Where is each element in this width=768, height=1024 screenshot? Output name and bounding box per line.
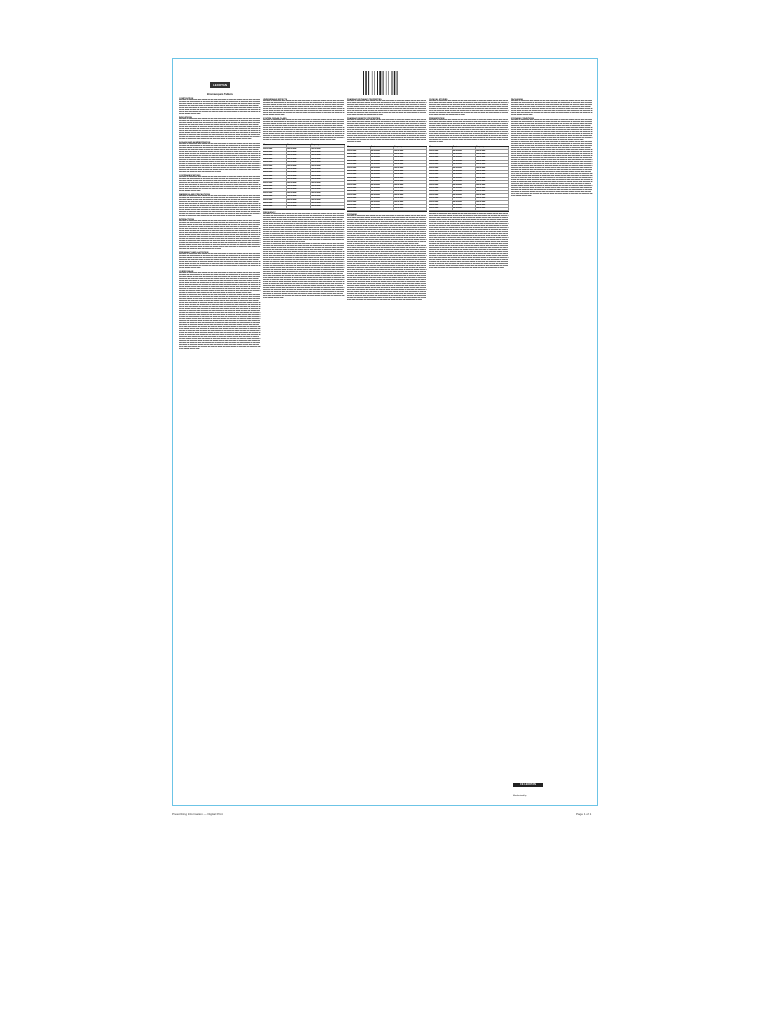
section-heading: PACKAGING [511, 99, 524, 101]
table-cell: ■■■ ■■ ■■■■ [347, 201, 371, 204]
table-cell: ■■■ ■■ ■■■■ [263, 162, 287, 165]
table-cell: ■■■ ■■ ■■■■ [371, 157, 395, 160]
table-cell: ■■■ ■■ ■■■■ [347, 205, 371, 208]
table-cell: ■■■ ■■ ■■■■ [476, 191, 509, 194]
paragraph: ■■■ ■■■■ ■■ ■■■■■ ■■■ ■■■■ ■■■■■■ ■■ ■■■ ■■■■ ■■■ ■■■■■ ■■ ■■■■ ■■■ ■■■■■■ ■■■ ■■ ■■■■ ■■■ ■■■■ ■■ ■■■■■ ■■■ ■■■■ ■■■■■■ ■■ ■■■ ■■■■ ■■■ ■■■■■ ■■ ■■■■ ■■■ ■■■■■■ ■■■ ■■ ■■■■ ■■■ ■■■■ ■■ ■■■■■ ■■■ ■■■■ ■■■■■■ ■■ ■■■ ■■■■ ■■■ ■■■■■ ■■ ■■■■ ■■■ ■■■■■■ ■■■ ■■ ■■■■ ■■■ ■■■■ ■■ ■■■■■ ■■■ ■■■■ ■■■■■■ ■■ ■■■ ■■■■ ■■■ ■■■■■ ■■ ■■■■ ■■■ ■■■■■■ ■■■ ■■ ■■■■ ■■■ ■■■■ ■■ ■■■■■ ■■■ ■■■■ ■■■■■■ ■■ ■■■ ■■■■ ■■■ ■■■■■ ■■ ■■■■ ■■■ ■■■■■■ ■■■ ■■ ■■■■ ■■■ ■■■■ ■■ ■■■■■ ■■■ ■■■■ ■■■■■■ ■■ ■■■ ■■■■ ■■■ ■■■■■ ■■ ■■■■ ■■■ ■■■■■■ ■■■ ■■ ■■■■ ■■■ ■■■■ ■■ ■■■■■ ■■■ ■■■■ ■■■■■■ ■■ ■■■ ■■■■ ■■■ ■■■■■ ■■ ■■■■ ■■■ ■■■■■■ ■■■ ■■ ■■■■ ■■■ ■■■■ ■■ ■■■■■ ■■■ ■■■■ ■■■■■■ ■■ ■■■ ■■■■ ■■■ ■■■■■ ■■ ■■■■ ■■■ ■■■■■■ ■■■ ■■ ■■■■ ■■■ ■■■■ ■■ ■■■■■ ■■■ ■■■■ ■■■■■■ ■■ ■■■ ■■■■ ■■■ ■■■■■ ■■ ■■■■ ■■■ ■■■■■■ ■■■ ■■ ■■■■ ■■■ ■■■■ ■■ ■■■■■ ■■■ ■■■■ ■■■■■■ ■■ ■■■ ■■■■ ■■■ ■■■■■ ■■ ■■■■ ■■■ ■■■■■■ ■■■ ■■ ■■■■ ■■■ ■■■■ ■■ ■■■■■ ■■■ ■■■■ ■■■■■■ ■■ ■■■ ■■■■ ■■■ ■■■■■ ■■ ■■■■ ■■■ ■■■■■■ ■■■ ■■ ■■■■ ■■■ ■■■■ ■■ ■■■■■ ■■■ ■■■■ ■■■■■■ ■■ ■■■ ■■■■ ■■■ ■■■■■ ■■ ■■■■ ■■■ ■■■■■■ ■■■ ■■ ■■■■ [347, 120, 427, 143]
section-heading: PREGNANCY AND LACTATION [179, 252, 209, 254]
table-cell: ■■■ ■■ ■■■■ [371, 164, 395, 167]
table-cell: ■■■ ■■ ■■■■ [263, 165, 287, 168]
table-cell: ■■■ ■■ ■■■■ [347, 191, 371, 194]
table-cell: ■■■ ■■ ■■■■ [476, 157, 509, 160]
table-cell: ■■■ ■■ ■■■■ [347, 194, 371, 197]
section-heading: COMPOSITION [179, 98, 194, 100]
table-cell: ■■■ ■■ ■■■■ [476, 188, 509, 191]
table-cell: ■■■ ■■ ■■■■ [476, 178, 509, 181]
table-cell: ■■■ ■■ ■■■■ [263, 169, 287, 172]
table-cell: ■■■ ■■ ■■■■ [453, 150, 477, 153]
table-cell: ■■■ ■■ ■■■■ [429, 167, 453, 170]
table-cell: ■■■ ■■ ■■■■ [394, 150, 427, 153]
table-cell: ■■■ ■■ ■■■■ [453, 178, 477, 181]
table-cell: ■■■ ■■ ■■■■ [311, 159, 345, 162]
paragraph: ■■■ ■■■■ ■■ ■■■■■ ■■■ ■■■■ ■■■■■■ ■■ ■■■ ■■■■ ■■■ ■■■■■ ■■ ■■■■ ■■■ ■■■■■■ ■■■ ■■ ■■■■ ■■■ ■■■■ ■■ ■■■■■ ■■■ ■■■■ ■■■■■■ ■■ ■■■ ■■■■ ■■■ ■■■■■ ■■ ■■■■ ■■■ ■■■■■■ ■■■ ■■ ■■■■ ■■■ ■■■■ ■■ ■■■■■ ■■■ ■■■■ ■■■■■■ ■■ ■■■ ■■■■ ■■■ ■■■■■ ■■ ■■■■ ■■■ ■■■■■■ ■■■ ■■ ■■■■ ■■■ ■■■■ ■■ ■■■■■ ■■■ ■■■■ ■■■■■■ ■■ ■■■ ■■■■ ■■■ ■■■■■ ■■ ■■■■ ■■■ ■■■■■■ ■■■ ■■ ■■■■ ■■■ ■■■■ ■■ ■■■■■ ■■■ ■■■■ ■■■■■■ ■■ ■■■ ■■■■ ■■■ ■■■■■ ■■ ■■■■ ■■■ ■■■■■■ ■■■ ■■ ■■■■ ■■■ ■■■■ ■■ ■■■■■ ■■■ ■■■■ ■■■■■■ ■■ ■■■ ■■■■ ■■■ ■■■■■ ■■ ■■■■ ■■■ ■■■■■■ ■■■ ■■ ■■■■ ■■■ ■■■■ ■■ ■■■■■ ■■■ ■■■■ ■■■■■■ ■■ ■■■ ■■■■ ■■■ ■■■■■ ■■ ■■■■ ■■■ ■■■■■■ ■■■ ■■ ■■■■ ■■■ ■■■■ ■■ ■■■■■ ■■■ ■■■■ ■■■■■■ ■■ ■■■ ■■■■ ■■■ ■■■■■ ■■ ■■■■ ■■■ ■■■■■■ ■■■ ■■ ■■■■ [429, 101, 509, 116]
table-cell: ■■■ ■■ ■■■■ [429, 178, 453, 181]
table-cell: ■■■ ■■ ■■■■ [311, 169, 345, 172]
table-cell: ■■■ ■■ ■■■■ [394, 194, 427, 197]
table-cell: ■■■ ■■ ■■■■ [429, 208, 453, 211]
table-cell: ■■■ ■■ ■■■■ [287, 189, 311, 192]
table-cell: ■■■ ■■ ■■■■ [263, 192, 287, 195]
barcode-bar [377, 71, 378, 95]
table-cell: ■■■ ■■ ■■■■ [311, 203, 345, 206]
paragraph: ■■■ ■■■■ ■■ ■■■■■ ■■■ ■■■■ ■■■■■■ ■■ ■■■ ■■■■ ■■■ ■■■■■ ■■ ■■■■ ■■■ ■■■■■■ ■■■ ■■ ■■■■ ■■■ ■■■■ ■■ ■■■■■ ■■■ ■■■■ ■■■■■■ ■■ ■■■ ■■■■ ■■■ ■■■■■ ■■ ■■■■ ■■■ ■■■■■■ ■■■ ■■ ■■■■ ■■■ ■■■■ ■■ ■■■■■ ■■■ ■■■■ ■■■■■■ ■■ ■■■ ■■■■ ■■■ ■■■■■ ■■ ■■■■ ■■■ ■■■■■■ ■■■ ■■ ■■■■ ■■■ ■■■■ ■■ ■■■■■ ■■■ ■■■■ ■■■■■■ ■■ ■■■ ■■■■ ■■■ ■■■■■ ■■ ■■■■ ■■■ ■■■■■■ ■■■ ■■ ■■■■ ■■■ ■■■■ ■■ ■■■■■ ■■■ ■■■■ ■■■■■■ ■■ ■■■ ■■■■ ■■■ ■■■■■ ■■ ■■■■ ■■■ ■■■■■■ ■■■ ■■ ■■■■ ■■■ ■■■■ ■■ ■■■■■ ■■■ ■■■■ ■■■■■■ ■■ ■■■ ■■■■ ■■■ ■■■■■ ■■ ■■■■ ■■■ ■■■■■■ ■■■ ■■ ■■■■ ■■■ ■■■■ ■■ ■■■■■ ■■■ ■■■■ ■■■■■■ ■■ ■■■ ■■■■ ■■■ ■■■■■ ■■ ■■■■ ■■■ ■■■■■■ ■■■ ■■ ■■■■ ■■■ ■■■■ ■■ ■■■■■ ■■■ ■■■■ ■■■■■■ ■■ ■■■ ■■■■ ■■■ ■■■■■ ■■ ■■■■ ■■■ ■■■■■■ ■■■ ■■ ■■■■ [179, 100, 261, 115]
table-cell: ■■■ ■■ ■■■■ [476, 181, 509, 184]
table-cell: ■■■ ■■ ■■■■ [476, 194, 509, 197]
table-cell: ■■■ ■■ ■■■■ [429, 194, 453, 197]
table-cell: ■■■ ■■ ■■■■ [311, 192, 345, 195]
section-heading: UNDESIRABLE EFFECTS [263, 99, 288, 101]
table-header: Frequency [311, 145, 345, 148]
table-cell: ■■■ ■■ ■■■■ [287, 203, 311, 206]
table-cell: ■■■ ■■ ■■■■ [287, 172, 311, 175]
paragraph: ■■■ ■■■■ ■■ ■■■■■ ■■■ ■■■■ ■■■■■■ ■■ ■■■ ■■■■ ■■■ ■■■■■ ■■ ■■■■ ■■■ ■■■■■■ ■■■ ■■ ■■■■ ■■■ ■■■■ ■■ ■■■■■ ■■■ ■■■■ ■■■■■■ ■■ ■■■ ■■■■ ■■■ ■■■■■ ■■ ■■■■ ■■■ ■■■■■■ ■■■ ■■ ■■■■ ■■■ ■■■■ ■■ ■■■■■ ■■■ ■■■■ ■■■■■■ ■■ ■■■ ■■■■ ■■■ ■■■■■ ■■ ■■■■ ■■■ ■■■■■■ ■■■ ■■ ■■■■ ■■■ ■■■■ ■■ ■■■■■ ■■■ ■■■■ ■■■■■■ ■■ ■■■ ■■■■ ■■■ ■■■■■ ■■ ■■■■ ■■■ ■■■■■■ ■■■ ■■ ■■■■ ■■■ ■■■■ ■■ ■■■■■ ■■■ ■■■■ ■■■■■■ ■■ ■■■ ■■■■ ■■■ ■■■■■ ■■ ■■■■ ■■■ ■■■■■■ ■■■ ■■ ■■■■ ■■■ ■■■■ ■■ ■■■■■ ■■■ ■■■■ ■■■■■■ ■■ ■■■ ■■■■ ■■■ ■■■■■ ■■ ■■■■ ■■■ ■■■■■■ ■■■ ■■ ■■■■ ■■■ ■■■■ ■■ ■■■■■ ■■■ ■■■■ ■■■■■■ ■■ ■■■ ■■■■ ■■■ ■■■■■ ■■ ■■■■ ■■■ ■■■■■■ ■■■ ■■ ■■■■ ■■■ ■■■■ ■■ ■■■■■ ■■■ ■■■■ ■■■■■■ ■■ ■■■ ■■■■ ■■■ ■■■■■ ■■ ■■■■ ■■■ ■■■■■■ ■■■ ■■ ■■■■ ■■■ ■■■■ ■■ ■■■■■ ■■■ ■■■■ ■■■■■■ ■■ ■■■ ■■■■ ■■■ ■■■■■ ■■ ■■■■ ■■■ ■■■■■■ ■■■ ■■ ■■■■ ■■■ ■■■■ ■■ ■■■■■ ■■■ ■■■■ ■■■■■■ ■■ ■■■ ■■■■ ■■■ ■■■■■ ■■ ■■■■ ■■■ ■■■■■■ ■■■ ■■ ■■■■ ■■■ ■■■■ ■■ ■■■■■ ■■■ ■■■■ ■■■■■■ ■■ ■■■ ■■■■ ■■■ ■■■■■ ■■ ■■■■ ■■■ ■■■■■■ ■■■ ■■ ■■■■ ■■■ ■■■■ ■■ ■■■■■ ■■■ ■■■■ ■■■■■■ ■■ ■■■ ■■■■ ■■■ ■■■■■ ■■ ■■■■ ■■■ ■■■■■■ ■■■ ■■ ■■■■ ■■■ ■■■■ ■■ ■■■■■ ■■■ ■■■■ ■■■■■■ ■■ ■■■ ■■■■ ■■■ ■■■■■ ■■ ■■■■ ■■■ ■■■■■■ ■■■ ■■ ■■■■ ■■■ ■■■■ ■■ ■■■■■ ■■■ ■■■■ ■■■■■■ ■■ ■■■ ■■■■ ■■■ ■■■■■ ■■ ■■■■ ■■■ ■■■■■■ ■■■ ■■ ■■■■ ■■■ ■■■■ ■■ ■■■■■ ■■■ ■■■■ ■■■■■■ ■■ ■■■ ■■■■ ■■■ ■■■■■ ■■ ■■■■ ■■■ ■■■■■■ ■■■ ■■ ■■■■ ■■■ ■■■■ ■■ ■■■■■ ■■■ ■■■■ ■■■■■■ ■■ ■■■ ■■■■ ■■■ ■■■■■ ■■ ■■■■ ■■■ ■■■■■■ ■■■ ■■ ■■■■ [347, 216, 427, 246]
table-cell: ■■■ ■■ ■■■■ [476, 174, 509, 177]
paragraph: ■■■ ■■■■ ■■ ■■■■■ ■■■ ■■■■ ■■■■■■ ■■ ■■■ ■■■■ ■■■ ■■■■■ ■■ ■■■■ ■■■ ■■■■■■ ■■■ ■■ ■■■■ ■■■ ■■■■ ■■ ■■■■■ ■■■ ■■■■ ■■■■■■ ■■ ■■■ ■■■■ ■■■ ■■■■■ ■■ ■■■■ ■■■ ■■■■■■ ■■■ ■■ ■■■■ ■■■ ■■■■ ■■ ■■■■■ ■■■ ■■■■ ■■■■■■ ■■ ■■■ ■■■■ ■■■ ■■■■■ ■■ ■■■■ ■■■ ■■■■■■ ■■■ ■■ ■■■■ ■■■ ■■■■ ■■ ■■■■■ ■■■ ■■■■ ■■■■■■ ■■ ■■■ ■■■■ ■■■ ■■■■■ ■■ ■■■■ ■■■ ■■■■■■ ■■■ ■■ ■■■■ ■■■ ■■■■ ■■ ■■■■■ ■■■ ■■■■ ■■■■■■ ■■ ■■■ ■■■■ ■■■ ■■■■■ ■■ ■■■■ ■■■ ■■■■■■ ■■■ ■■ ■■■■ ■■■ ■■■■ ■■ ■■■■■ ■■■ ■■■■ ■■■■■■ ■■ ■■■ ■■■■ ■■■ ■■■■■ ■■ ■■■■ ■■■ ■■■■■■ ■■■ ■■ ■■■■ ■■■ ■■■■ ■■ ■■■■■ ■■■ ■■■■ ■■■■■■ ■■ ■■■ ■■■■ ■■■ ■■■■■ ■■ ■■■■ ■■■ ■■■■■■ ■■■ ■■ ■■■■ ■■■ ■■■■ ■■ ■■■■■ ■■■ ■■■■ ■■■■■■ ■■ ■■■ ■■■■ ■■■ ■■■■■ ■■ ■■■■ ■■■ ■■■■■■ ■■■ ■■ ■■■■ ■■■ ■■■■ ■■ ■■■■■ ■■■ ■■■■ ■■■■■■ ■■ ■■■ ■■■■ ■■■ ■■■■■ ■■ ■■■■ ■■■ ■■■■■■ ■■■ ■■ ■■■■ ■■■ ■■■■ ■■ ■■■■■ ■■■ ■■■■ ■■■■■■ ■■ ■■■ ■■■■ ■■■ ■■■■■ ■■ ■■■■ ■■■ ■■■■■■ ■■■ ■■ ■■■■ ■■■ ■■■■ ■■ ■■■■■ ■■■ ■■■■ ■■■■■■ ■■ ■■■ ■■■■ ■■■ ■■■■■ ■■ ■■■■ ■■■ ■■■■■■ ■■■ ■■ ■■■■ ■■■ ■■■■ ■■ ■■■■■ ■■■ ■■■■ ■■■■■■ ■■ ■■■ ■■■■ ■■■ ■■■■■ ■■ ■■■■ ■■■ ■■■■■■ ■■■ ■■ ■■■■ ■■■ ■■■■ ■■ ■■■■■ ■■■ ■■■■ ■■■■■■ ■■ ■■■ ■■■■ ■■■ ■■■■■ ■■ ■■■■ ■■■ ■■■■■■ ■■■ ■■ ■■■■ ■■■ ■■■■ ■■ ■■■■■ ■■■ ■■■■ ■■■■■■ ■■ ■■■ ■■■■ ■■■ ■■■■■ ■■ ■■■■ ■■■ ■■■■■■ ■■■ ■■ ■■■■ ■■■ ■■■■ ■■ ■■■■■ ■■■ ■■■■ ■■■■■■ ■■ ■■■ ■■■■ ■■■ ■■■■■ ■■ ■■■■ ■■■ ■■■■■■ ■■■ ■■ ■■■■ ■■■ ■■■■ ■■ ■■■■■ ■■■ ■■■■ ■■■■■■ ■■ ■■■ ■■■■ ■■■ ■■■■■ ■■ ■■■■ ■■■ ■■■■■■ ■■■ ■■ ■■■■ [179, 221, 261, 250]
paragraph: ■■■ ■■■■ ■■ ■■■■■ ■■■ ■■■■ ■■■■■■ ■■ ■■■ ■■■■ ■■■ ■■■■■ ■■ ■■■■ ■■■ ■■■■■■ ■■■ ■■ ■■■■ ■■■ ■■■■ ■■ ■■■■■ ■■■ ■■■■ ■■■■■■ ■■ ■■■ ■■■■ ■■■ ■■■■■ ■■ ■■■■ ■■■ ■■■■■■ ■■■ ■■ ■■■■ ■■■ ■■■■ ■■ ■■■■■ ■■■ ■■■■ ■■■■■■ ■■ ■■■ ■■■■ ■■■ ■■■■■ ■■ ■■■■ ■■■ ■■■■■■ ■■■ ■■ ■■■■ ■■■ ■■■■ ■■ ■■■■■ ■■■ ■■■■ ■■■■■■ ■■ ■■■ ■■■■ ■■■ ■■■■■ ■■ ■■■■ ■■■ ■■■■■■ ■■■ ■■ ■■■■ ■■■ ■■■■ ■■ ■■■■■ ■■■ ■■■■ ■■■■■■ ■■ ■■■ ■■■■ ■■■ ■■■■■ ■■ ■■■■ ■■■ ■■■■■■ ■■■ ■■ ■■■■ ■■■ ■■■■ ■■ ■■■■■ ■■■ ■■■■ ■■■■■■ ■■ ■■■ ■■■■ ■■■ ■■■■■ ■■ ■■■■ ■■■ ■■■■■■ ■■■ ■■ ■■■■ ■■■ ■■■■ ■■ ■■■■■ ■■■ ■■■■ ■■■■■■ ■■ ■■■ ■■■■ ■■■ ■■■■■ ■■ ■■■■ ■■■ ■■■■■■ ■■■ ■■ ■■■■ ■■■ ■■■■ ■■ ■■■■■ ■■■ ■■■■ ■■■■■■ ■■ ■■■ ■■■■ ■■■ ■■■■■ ■■ ■■■■ ■■■ ■■■■■■ ■■■ ■■ ■■■■ ■■■ ■■■■ ■■ ■■■■■ ■■■ ■■■■ ■■■■■■ ■■ ■■■ ■■■■ ■■■ ■■■■■ ■■ ■■■■ ■■■ ■■■■■■ ■■■ ■■ ■■■■ ■■■ ■■■■ ■■ ■■■■■ ■■■ ■■■■ ■■■■■■ ■■ ■■■ ■■■■ ■■■ ■■■■■ ■■ ■■■■ ■■■ ■■■■■■ ■■■ ■■ ■■■■ ■■■ ■■■■ ■■ ■■■■■ ■■■ ■■■■ ■■■■■■ ■■ ■■■ ■■■■ ■■■ ■■■■■ ■■ ■■■■ ■■■ ■■■■■■ ■■■ ■■ ■■■■ ■■■ ■■■■ ■■ ■■■■■ ■■■ ■■■■ ■■■■■■ ■■ ■■■ ■■■■ ■■■ ■■■■■ ■■ ■■■■ ■■■ ■■■■■■ ■■■ ■■ ■■■■ [179, 119, 261, 140]
table-cell: ■■■ ■■ ■■■■ [263, 199, 287, 202]
table-cell: ■■■ ■■ ■■■■ [263, 182, 287, 185]
column-2 [263, 59, 345, 805]
table-cell: ■■■ ■■ ■■■■ [476, 167, 509, 170]
section-heading: PHARMACODYNAMIC PROPERTIES [347, 99, 382, 101]
table-header: Class [263, 145, 287, 148]
table-cell: ■■■ ■■ ■■■■ [429, 205, 453, 208]
table-cell: ■■■ ■■ ■■■■ [476, 154, 509, 157]
table-cell: ■■■ ■■ ■■■■ [371, 150, 395, 153]
paragraph: ■■■ ■■■■ ■■ ■■■■■ ■■■ ■■■■ ■■■■■■ ■■ ■■■ ■■■■ ■■■ ■■■■■ ■■ ■■■■ ■■■ ■■■■■■ ■■■ ■■ ■■■■ ■■■ ■■■■ ■■ ■■■■■ ■■■ ■■■■ ■■■■■■ ■■ ■■■ ■■■■ ■■■ ■■■■■ ■■ ■■■■ ■■■ ■■■■■■ ■■■ ■■ ■■■■ ■■■ ■■■■ ■■ ■■■■■ ■■■ ■■■■ ■■■■■■ ■■ ■■■ ■■■■ ■■■ ■■■■■ ■■ ■■■■ ■■■ ■■■■■■ ■■■ ■■ ■■■■ ■■■ ■■■■ ■■ ■■■■■ ■■■ ■■■■ ■■■■■■ ■■ ■■■ ■■■■ ■■■ ■■■■■ ■■ ■■■■ ■■■ ■■■■■■ ■■■ ■■ ■■■■ ■■■ ■■■■ ■■ ■■■■■ ■■■ ■■■■ ■■■■■■ ■■ ■■■ ■■■■ ■■■ ■■■■■ ■■ ■■■■ ■■■ ■■■■■■ ■■■ ■■ ■■■■ ■■■ ■■■■ ■■ ■■■■■ ■■■ ■■■■ ■■■■■■ ■■ ■■■ ■■■■ ■■■ ■■■■■ ■■ ■■■■ ■■■ ■■■■■■ ■■■ ■■ ■■■■ ■■■ ■■■■ ■■ ■■■■■ ■■■ ■■■■ ■■■■■■ ■■ ■■■ ■■■■ ■■■ ■■■■■ ■■ ■■■■ ■■■ ■■■■■■ ■■■ ■■ ■■■■ ■■■ ■■■■ ■■ ■■■■■ ■■■ ■■■■ ■■■■■■ ■■ ■■■ ■■■■ ■■■ ■■■■■ ■■ ■■■■ ■■■ ■■■■■■ ■■■ ■■ ■■■■ ■■■ ■■■■ ■■ ■■■■■ ■■■ ■■■■ ■■■■■■ ■■ ■■■ ■■■■ ■■■ ■■■■■ ■■ ■■■■ ■■■ ■■■■■■ ■■■ ■■ ■■■■ ■■■ ■■■■ ■■ ■■■■■ ■■■ ■■■■ ■■■■■■ ■■ ■■■ ■■■■ ■■■ ■■■■■ ■■ ■■■■ ■■■ ■■■■■■ ■■■ ■■ ■■■■ ■■■ ■■■■ ■■ ■■■■■ ■■■ ■■■■ ■■■■■■ ■■ ■■■ ■■■■ ■■■ ■■■■■ ■■ ■■■■ ■■■ ■■■■■■ ■■■ ■■ ■■■■ ■■■ ■■■■ ■■ ■■■■■ ■■■ ■■■■ ■■■■■■ ■■ ■■■ ■■■■ ■■■ ■■■■■ ■■ ■■■■ ■■■ ■■■■■■ ■■■ ■■ ■■■■ ■■■ ■■■■ ■■ ■■■■■ ■■■ ■■■■ ■■■■■■ ■■ ■■■ ■■■■ ■■■ ■■■■■ ■■ ■■■■ ■■■ ■■■■■■ ■■■ ■■ ■■■■ ■■■ ■■■■ ■■ ■■■■■ ■■■ ■■■■ ■■■■■■ ■■ ■■■ ■■■■ ■■■ ■■■■■ ■■ ■■■■ ■■■ ■■■■■■ ■■■ ■■ ■■■■ ■■■ ■■■■ ■■ ■■■■■ ■■■ ■■■■ ■■■■■■ ■■ ■■■ ■■■■ ■■■ ■■■■■ ■■ ■■■■ ■■■ ■■■■■■ ■■■ ■■ ■■■■ ■■■ ■■■■ ■■ ■■■■■ ■■■ ■■■■ ■■■■■■ ■■ ■■■ ■■■■ ■■■ ■■■■■ ■■ ■■■■ ■■■ ■■■■■■ ■■■ ■■ ■■■■ ■■■ ■■■■ ■■ ■■■■■ ■■■ ■■■■ ■■■■■■ ■■ ■■■ ■■■■ ■■■ ■■■■■ ■■ ■■■■ ■■■ ■■■■■■ ■■■ ■■ ■■■■ ■■■ ■■■■ ■■ ■■■■■ ■■■ ■■■■ ■■■■■■ ■■ ■■■ ■■■■ ■■■ ■■■■■ ■■ ■■■■ ■■■ ■■■■■■ ■■■ ■■ ■■■■ ■■■ ■■■■ ■■ ■■■■■ ■■■ ■■■■ ■■■■■■ ■■ ■■■ ■■■■ ■■■ ■■■■■ ■■ ■■■■ ■■■ ■■■■■■ ■■■ ■■ ■■■■ ■■■ ■■■■ ■■ ■■■■■ ■■■ ■■■■ ■■■■■■ ■■ ■■■ ■■■■ ■■■ ■■■■■ ■■ ■■■■ ■■■ ■■■■■■ ■■■ ■■ ■■■■ ■■■ ■■■■ ■■ ■■■■■ ■■■ ■■■■ ■■■■■■ ■■ ■■■ ■■■■ ■■■ ■■■■■ ■■ ■■■■ ■■■ ■■■■■■ ■■■ ■■ ■■■■ ■■■ ■■■■ ■■ ■■■■■ ■■■ ■■■■ ■■■■■■ ■■ ■■■ ■■■■ ■■■ ■■■■■ ■■ ■■■■ ■■■ ■■■■■■ ■■■ ■■ ■■■■ ■■■ ■■■■ ■■ ■■■■■ ■■■ ■■■■ ■■■■■■ ■■ ■■■ ■■■■ ■■■ ■■■■■ ■■ ■■■■ ■■■ ■■■■■■ ■■■ ■■ ■■■■ ■■■ ■■■■ ■■ ■■■■■ ■■■ ■■■■ ■■■■■■ ■■ ■■■ ■■■■ ■■■ ■■■■■ ■■ ■■■■ ■■■ ■■■■■■ ■■■ ■■ ■■■■ ■■■ ■■■■ ■■ ■■■■■ ■■■ ■■■■ ■■■■■■ ■■ ■■■ ■■■■ ■■■ ■■■■■ ■■ ■■■■ ■■■ ■■■■■■ ■■■ ■■ ■■■■ ■■■ ■■■■ ■■ ■■■■■ ■■■ ■■■■ ■■■■■■ ■■ ■■■ ■■■■ ■■■ ■■■■■ ■■ ■■■■ ■■■ ■■■■■■ ■■■ ■■ ■■■■ ■■■ ■■■■ ■■ ■■■■■ ■■■ ■■■■ ■■■■■■ ■■ ■■■ ■■■■ ■■■ ■■■■■ ■■ ■■■■ ■■■ ■■■■■■ ■■■ ■■ ■■■■ ■■■ ■■■■ ■■ ■■■■■ ■■■ ■■■■ ■■■■■■ ■■ ■■■ ■■■■ ■■■ ■■■■■ ■■ ■■■■ ■■■ ■■■■■■ ■■■ ■■ ■■■■ ■■■ ■■■■ ■■ ■■■■■ ■■■ ■■■■ ■■■■■■ ■■ ■■■ ■■■■ ■■■ ■■■■■ ■■ ■■■■ ■■■ ■■■■■■ ■■■ ■■ ■■■■ ■■■ ■■■■ ■■ ■■■■■ ■■■ ■■■■ ■■■■■■ ■■ ■■■ ■■■■ ■■■ ■■■■■ ■■ ■■■■ ■■■ ■■■■■■ ■■■ ■■ ■■■■ [179, 295, 261, 350]
section-heading: WARNINGS AND PRECAUTIONS [179, 194, 210, 196]
barcode-bar [374, 71, 375, 95]
table-cell: ■■■ ■■ ■■■■ [394, 154, 427, 157]
data-table [347, 146, 427, 212]
paragraph: ■■■ ■■■■ ■■ ■■■■■ ■■■ ■■■■ ■■■■■■ ■■ ■■■ ■■■■ ■■■ ■■■■■ ■■ ■■■■ ■■■ ■■■■■■ ■■■ ■■ ■■■■ ■■■ ■■■■ ■■ ■■■■■ ■■■ ■■■■ ■■■■■■ ■■ ■■■ ■■■■ ■■■ ■■■■■ ■■ ■■■■ ■■■ ■■■■■■ ■■■ ■■ ■■■■ ■■■ ■■■■ ■■ ■■■■■ ■■■ ■■■■ ■■■■■■ ■■ ■■■ ■■■■ ■■■ ■■■■■ ■■ ■■■■ ■■■ ■■■■■■ ■■■ ■■ ■■■■ ■■■ ■■■■ ■■ ■■■■■ ■■■ ■■■■ ■■■■■■ ■■ ■■■ ■■■■ ■■■ ■■■■■ ■■ ■■■■ ■■■ ■■■■■■ ■■■ ■■ ■■■■ ■■■ ■■■■ ■■ ■■■■■ ■■■ ■■■■ ■■■■■■ ■■ ■■■ ■■■■ ■■■ ■■■■■ ■■ ■■■■ ■■■ ■■■■■■ ■■■ ■■ ■■■■ ■■■ ■■■■ ■■ ■■■■■ ■■■ ■■■■ ■■■■■■ ■■ ■■■ ■■■■ ■■■ ■■■■■ ■■ ■■■■ ■■■ ■■■■■■ ■■■ ■■ ■■■■ ■■■ ■■■■ ■■ ■■■■■ ■■■ ■■■■ ■■■■■■ ■■ ■■■ ■■■■ ■■■ ■■■■■ ■■ ■■■■ ■■■ ■■■■■■ ■■■ ■■ ■■■■ ■■■ ■■■■ ■■ ■■■■■ ■■■ ■■■■ ■■■■■■ ■■ ■■■ ■■■■ ■■■ ■■■■■ ■■ ■■■■ ■■■ ■■■■■■ ■■■ ■■ ■■■■ ■■■ ■■■■ ■■ ■■■■■ ■■■ ■■■■ ■■■■■■ ■■ ■■■ ■■■■ ■■■ ■■■■■ ■■ ■■■■ ■■■ ■■■■■■ ■■■ ■■ ■■■■ ■■■ ■■■■ ■■ ■■■■■ ■■■ ■■■■ ■■■■■■ ■■ ■■■ ■■■■ ■■■ ■■■■■ ■■ ■■■■ ■■■ ■■■■■■ ■■■ ■■ ■■■■ ■■■ ■■■■ ■■ ■■■■■ ■■■ ■■■■ ■■■■■■ ■■ ■■■ ■■■■ ■■■ ■■■■■ ■■ ■■■■ ■■■ ■■■■■■ ■■■ ■■ ■■■■ ■■■ ■■■■ ■■ ■■■■■ ■■■ ■■■■ ■■■■■■ ■■ ■■■ ■■■■ ■■■ ■■■■■ ■■ ■■■■ ■■■ ■■■■■■ ■■■ ■■ ■■■■ [429, 120, 509, 143]
column-2-text [263, 99, 345, 300]
table-cell: ■■■ ■■ ■■■■ [371, 171, 395, 174]
section-heading: FREQUENCY [263, 212, 276, 215]
table-cell: ■■■ ■■ ■■■■ [311, 199, 345, 202]
table-cell: ■■■ ■■ ■■■■ [429, 191, 453, 194]
table-cell: ■■■ ■■ ■■■■ [429, 150, 453, 153]
paragraph: ■■■ ■■■■ ■■ ■■■■■ ■■■ ■■■■ ■■■■■■ ■■ ■■■ ■■■■ ■■■ ■■■■■ ■■ ■■■■ ■■■ ■■■■■■ ■■■ ■■ ■■■■ ■■■ ■■■■ ■■ ■■■■■ ■■■ ■■■■ ■■■■■■ ■■ ■■■ ■■■■ ■■■ ■■■■■ ■■ ■■■■ ■■■ ■■■■■■ ■■■ ■■ ■■■■ ■■■ ■■■■ ■■ ■■■■■ ■■■ ■■■■ ■■■■■■ ■■ ■■■ ■■■■ ■■■ ■■■■■ ■■ ■■■■ ■■■ ■■■■■■ ■■■ ■■ ■■■■ ■■■ ■■■■ ■■ ■■■■■ ■■■ ■■■■ ■■■■■■ ■■ ■■■ ■■■■ ■■■ ■■■■■ ■■ ■■■■ ■■■ ■■■■■■ ■■■ ■■ ■■■■ ■■■ ■■■■ ■■ ■■■■■ ■■■ ■■■■ ■■■■■■ ■■ ■■■ ■■■■ ■■■ ■■■■■ ■■ ■■■■ ■■■ ■■■■■■ ■■■ ■■ ■■■■ ■■■ ■■■■ ■■ ■■■■■ ■■■ ■■■■ ■■■■■■ ■■ ■■■ ■■■■ ■■■ ■■■■■ ■■ ■■■■ ■■■ ■■■■■■ ■■■ ■■ ■■■■ ■■■ ■■■■ ■■ ■■■■■ ■■■ ■■■■ ■■■■■■ ■■ ■■■ ■■■■ ■■■ ■■■■■ ■■ ■■■■ ■■■ ■■■■■■ ■■■ ■■ ■■■■ ■■■ ■■■■ ■■ ■■■■■ ■■■ ■■■■ ■■■■■■ ■■ ■■■ ■■■■ ■■■ ■■■■■ ■■ ■■■■ ■■■ ■■■■■■ ■■■ ■■ ■■■■ [179, 254, 261, 269]
barcode-bar [383, 71, 384, 95]
table-cell: ■■■ ■■ ■■■■ [476, 161, 509, 164]
table-cell: ■■■ ■■ ■■■■ [453, 181, 477, 184]
barcode-bar [392, 71, 393, 95]
table-cell: ■■■ ■■ ■■■■ [476, 184, 509, 187]
table-cell: ■■■ ■■ ■■■■ [311, 189, 345, 192]
paragraph: ■■■ ■■■■ ■■ ■■■■■ ■■■ ■■■■ ■■■■■■ ■■ ■■■ ■■■■ ■■■ ■■■■■ ■■ ■■■■ ■■■ ■■■■■■ ■■■ ■■ ■■■■ ■■■ ■■■■ ■■ ■■■■■ ■■■ ■■■■ ■■■■■■ ■■ ■■■ ■■■■ ■■■ ■■■■■ ■■ ■■■■ ■■■ ■■■■■■ ■■■ ■■ ■■■■ ■■■ ■■■■ ■■ ■■■■■ ■■■ ■■■■ ■■■■■■ ■■ ■■■ ■■■■ ■■■ ■■■■■ ■■ ■■■■ ■■■ ■■■■■■ ■■■ ■■ ■■■■ ■■■ ■■■■ ■■ ■■■■■ ■■■ ■■■■ ■■■■■■ ■■ ■■■ ■■■■ ■■■ ■■■■■ ■■ ■■■■ ■■■ ■■■■■■ ■■■ ■■ ■■■■ ■■■ ■■■■ ■■ ■■■■■ ■■■ ■■■■ ■■■■■■ ■■ ■■■ ■■■■ ■■■ ■■■■■ ■■ ■■■■ ■■■ ■■■■■■ ■■■ ■■ ■■■■ ■■■ ■■■■ ■■ ■■■■■ ■■■ ■■■■ ■■■■■■ ■■ ■■■ ■■■■ ■■■ ■■■■■ ■■ ■■■■ ■■■ ■■■■■■ ■■■ ■■ ■■■■ ■■■ ■■■■ ■■ ■■■■■ ■■■ ■■■■ ■■■■■■ ■■ ■■■ ■■■■ ■■■ ■■■■■ ■■ ■■■■ ■■■ ■■■■■■ ■■■ ■■ ■■■■ ■■■ ■■■■ ■■ ■■■■■ ■■■ ■■■■ ■■■■■■ ■■ ■■■ ■■■■ ■■■ ■■■■■ ■■ ■■■■ ■■■ ■■■■■■ ■■■ ■■ ■■■■ ■■■ ■■■■ ■■ ■■■■■ ■■■ ■■■■ ■■■■■■ ■■ ■■■ ■■■■ ■■■ ■■■■■ ■■ ■■■■ ■■■ ■■■■■■ ■■■ ■■ ■■■■ ■■■ ■■■■ ■■ ■■■■■ ■■■ ■■■■ ■■■■■■ ■■ ■■■ ■■■■ ■■■ ■■■■■ ■■ ■■■■ ■■■ ■■■■■■ ■■■ ■■ ■■■■ ■■■ ■■■■ ■■ ■■■■■ ■■■ ■■■■ ■■■■■■ ■■ ■■■ ■■■■ ■■■ ■■■■■ ■■ ■■■■ ■■■ ■■■■■■ ■■■ ■■ ■■■■ ■■■ ■■■■ ■■ ■■■■■ ■■■ ■■■■ ■■■■■■ ■■ ■■■ ■■■■ ■■■ ■■■■■ ■■ ■■■■ ■■■ ■■■■■■ ■■■ ■■ ■■■■ ■■■ ■■■■ ■■ ■■■■■ ■■■ ■■■■ ■■■■■■ ■■ ■■■ ■■■■ ■■■ ■■■■■ ■■ ■■■■ ■■■ ■■■■■■ ■■■ ■■ ■■■■ ■■■ ■■■■ ■■ ■■■■■ ■■■ ■■■■ ■■■■■■ ■■ ■■■ ■■■■ ■■■ ■■■■■ ■■ ■■■■ ■■■ ■■■■■■ ■■■ ■■ ■■■■ ■■■ ■■■■ ■■ ■■■■■ ■■■ ■■■■ ■■■■■■ ■■ ■■■ ■■■■ ■■■ ■■■■■ ■■ ■■■■ ■■■ ■■■■■■ ■■■ ■■ ■■■■ ■■■ ■■■■ ■■ ■■■■■ ■■■ ■■■■ ■■■■■■ ■■ ■■■ ■■■■ ■■■ ■■■■■ ■■ ■■■■ ■■■ ■■■■■■ ■■■ ■■ ■■■■ [263, 214, 345, 244]
paragraph: ■■■ ■■■■ ■■ ■■■■■ ■■■ ■■■■ ■■■■■■ ■■ ■■■ ■■■■ ■■■ ■■■■■ ■■ ■■■■ ■■■ ■■■■■■ ■■■ ■■ ■■■■ ■■■ ■■■■ ■■ ■■■■■ ■■■ ■■■■ ■■■■■■ ■■ ■■■ ■■■■ ■■■ ■■■■■ ■■ ■■■■ ■■■ ■■■■■■ ■■■ ■■ ■■■■ ■■■ ■■■■ ■■ ■■■■■ ■■■ ■■■■ ■■■■■■ ■■ ■■■ ■■■■ ■■■ ■■■■■ ■■ ■■■■ ■■■ ■■■■■■ ■■■ ■■ ■■■■ ■■■ ■■■■ ■■ ■■■■■ ■■■ ■■■■ ■■■■■■ ■■ ■■■ ■■■■ ■■■ ■■■■■ ■■ ■■■■ ■■■ ■■■■■■ ■■■ ■■ ■■■■ ■■■ ■■■■ ■■ ■■■■■ ■■■ ■■■■ ■■■■■■ ■■ ■■■ ■■■■ ■■■ ■■■■■ ■■ ■■■■ ■■■ ■■■■■■ ■■■ ■■ ■■■■ ■■■ ■■■■ ■■ ■■■■■ ■■■ ■■■■ ■■■■■■ ■■ ■■■ ■■■■ ■■■ ■■■■■ ■■ ■■■■ ■■■ ■■■■■■ ■■■ ■■ ■■■■ ■■■ ■■■■ ■■ ■■■■■ ■■■ ■■■■ ■■■■■■ ■■ ■■■ ■■■■ ■■■ ■■■■■ ■■ ■■■■ ■■■ ■■■■■■ ■■■ ■■ ■■■■ ■■■ ■■■■ ■■ ■■■■■ ■■■ ■■■■ ■■■■■■ ■■ ■■■ ■■■■ ■■■ ■■■■■ ■■ ■■■■ ■■■ ■■■■■■ ■■■ ■■ ■■■■ [263, 101, 345, 116]
table-cell: ■■■ ■■ ■■■■ [263, 148, 287, 151]
table-cell: ■■■ ■■ ■■■■ [429, 184, 453, 187]
table-cell: ■■■ ■■ ■■■■ [347, 154, 371, 157]
section-heading: PHARMACOKINETIC PROPERTIES [347, 118, 381, 120]
footer-left: Prescribing Information — Digital Print [172, 812, 223, 816]
table-cell: ■■■ ■■ ■■■■ [394, 208, 427, 211]
table-cell: ■■■ ■■ ■■■■ [371, 208, 395, 211]
table-cell: ■■■ ■■ ■■■■ [371, 198, 395, 201]
table-cell: ■■■ ■■ ■■■■ [371, 167, 395, 170]
table-cell: ■■■ ■■ ■■■■ [371, 184, 395, 187]
table-cell: ■■■ ■■ ■■■■ [347, 188, 371, 191]
table-cell: ■■■ ■■ ■■■■ [347, 178, 371, 181]
table-header: Event [453, 147, 477, 150]
table-cell: ■■■ ■■ ■■■■ [394, 184, 427, 187]
section-heading: CONTRAINDICATIONS [179, 175, 201, 177]
company-logo: CE LEXOTAN [513, 783, 543, 787]
table-cell: ■■■ ■■ ■■■■ [287, 206, 311, 209]
paragraph: ■■■ ■■■■ ■■ ■■■■■ ■■■ ■■■■ ■■■■■■ ■■ ■■■ ■■■■ ■■■ ■■■■■ ■■ ■■■■ ■■■ ■■■■■■ ■■■ ■■ ■■■■ ■■■ ■■■■ ■■ ■■■■■ ■■■ ■■■■ ■■■■■■ ■■ ■■■ ■■■■ ■■■ ■■■■■ ■■ ■■■■ ■■■ ■■■■■■ ■■■ ■■ ■■■■ ■■■ ■■■■ ■■ ■■■■■ ■■■ ■■■■ ■■■■■■ ■■ ■■■ ■■■■ ■■■ ■■■■■ ■■ ■■■■ ■■■ ■■■■■■ ■■■ ■■ ■■■■ ■■■ ■■■■ ■■ ■■■■■ ■■■ ■■■■ ■■■■■■ ■■ ■■■ ■■■■ ■■■ ■■■■■ ■■ ■■■■ ■■■ ■■■■■■ ■■■ ■■ ■■■■ ■■■ ■■■■ ■■ ■■■■■ ■■■ ■■■■ ■■■■■■ ■■ ■■■ ■■■■ ■■■ ■■■■■ ■■ ■■■■ ■■■ ■■■■■■ ■■■ ■■ ■■■■ ■■■ ■■■■ ■■ ■■■■■ ■■■ ■■■■ ■■■■■■ ■■ ■■■ ■■■■ ■■■ ■■■■■ ■■ ■■■■ ■■■ ■■■■■■ ■■■ ■■ ■■■■ ■■■ ■■■■ ■■ ■■■■■ ■■■ ■■■■ ■■■■■■ ■■ ■■■ ■■■■ ■■■ ■■■■■ ■■ ■■■■ ■■■ ■■■■■■ ■■■ ■■ ■■■■ ■■■ ■■■■ ■■ ■■■■■ ■■■ ■■■■ ■■■■■■ ■■ ■■■ ■■■■ ■■■ ■■■■■ ■■ ■■■■ ■■■ ■■■■■■ ■■■ ■■ ■■■■ [511, 101, 593, 116]
table-cell: ■■■ ■■ ■■■■ [453, 171, 477, 174]
table-cell: ■■■ ■■ ■■■■ [429, 188, 453, 191]
table-cell: ■■■ ■■ ■■■■ [311, 152, 345, 155]
table-cell: ■■■ ■■ ■■■■ [476, 171, 509, 174]
table-cell: ■■■ ■■ ■■■■ [394, 191, 427, 194]
paragraph: ■■■ ■■■■ ■■ ■■■■■ ■■■ ■■■■ ■■■■■■ ■■ ■■■ ■■■■ ■■■ ■■■■■ ■■ ■■■■ ■■■ ■■■■■■ ■■■ ■■ ■■■■ ■■■ ■■■■ ■■ ■■■■■ ■■■ ■■■■ ■■■■■■ ■■ ■■■ ■■■■ ■■■ ■■■■■ ■■ ■■■■ ■■■ ■■■■■■ ■■■ ■■ ■■■■ ■■■ ■■■■ ■■ ■■■■■ ■■■ ■■■■ ■■■■■■ ■■ ■■■ ■■■■ ■■■ ■■■■■ ■■ ■■■■ ■■■ ■■■■■■ ■■■ ■■ ■■■■ ■■■ ■■■■ ■■ ■■■■■ ■■■ ■■■■ ■■■■■■ ■■ ■■■ ■■■■ ■■■ ■■■■■ ■■ ■■■■ ■■■ ■■■■■■ ■■■ ■■ ■■■■ ■■■ ■■■■ ■■ ■■■■■ ■■■ ■■■■ ■■■■■■ ■■ ■■■ ■■■■ ■■■ ■■■■■ ■■ ■■■■ ■■■ ■■■■■■ ■■■ ■■ ■■■■ ■■■ ■■■■ ■■ ■■■■■ ■■■ ■■■■ ■■■■■■ ■■ ■■■ ■■■■ ■■■ ■■■■■ ■■ ■■■■ ■■■ ■■■■■■ ■■■ ■■ ■■■■ ■■■ ■■■■ ■■ ■■■■■ ■■■ ■■■■ ■■■■■■ ■■ ■■■ ■■■■ ■■■ ■■■■■ ■■ ■■■■ ■■■ ■■■■■■ ■■■ ■■ ■■■■ ■■■ ■■■■ ■■ ■■■■■ ■■■ ■■■■ ■■■■■■ ■■ ■■■ ■■■■ ■■■ ■■■■■ ■■ ■■■■ ■■■ ■■■■■■ ■■■ ■■ ■■■■ [347, 101, 427, 116]
table-cell: ■■■ ■■ ■■■■ [311, 172, 345, 175]
barcode-bar [397, 71, 398, 95]
table-cell: ■■■ ■■ ■■■■ [476, 164, 509, 167]
section-heading: OVERDOSAGE [179, 271, 194, 273]
table-cell: ■■■ ■■ ■■■■ [371, 205, 395, 208]
column-3 [347, 59, 427, 805]
table-header: Frequency [394, 147, 427, 150]
table-cell: ■■■ ■■ ■■■■ [263, 203, 287, 206]
table-cell: ■■■ ■■ ■■■■ [429, 181, 453, 184]
paragraph: ■■■ ■■■■ ■■ ■■■■■ ■■■ ■■■■ ■■■■■■ ■■ ■■■ ■■■■ ■■■ ■■■■■ ■■ ■■■■ ■■■ ■■■■■■ ■■■ ■■ ■■■■ ■■■ ■■■■ ■■ ■■■■■ ■■■ ■■■■ ■■■■■■ ■■ ■■■ ■■■■ ■■■ ■■■■■ ■■ ■■■■ ■■■ ■■■■■■ ■■■ ■■ ■■■■ ■■■ ■■■■ ■■ ■■■■■ ■■■ ■■■■ ■■■■■■ ■■ ■■■ ■■■■ ■■■ ■■■■■ ■■ ■■■■ ■■■ ■■■■■■ ■■■ ■■ ■■■■ ■■■ ■■■■ ■■ ■■■■■ ■■■ ■■■■ ■■■■■■ ■■ ■■■ ■■■■ ■■■ ■■■■■ ■■ ■■■■ ■■■ ■■■■■■ ■■■ ■■ ■■■■ ■■■ ■■■■ ■■ ■■■■■ ■■■ ■■■■ ■■■■■■ ■■ ■■■ ■■■■ ■■■ ■■■■■ ■■ ■■■■ ■■■ ■■■■■■ ■■■ ■■ ■■■■ ■■■ ■■■■ ■■ ■■■■■ ■■■ ■■■■ ■■■■■■ ■■ ■■■ ■■■■ ■■■ ■■■■■ ■■ ■■■■ ■■■ ■■■■■■ ■■■ ■■ ■■■■ ■■■ ■■■■ ■■ ■■■■■ ■■■ ■■■■ ■■■■■■ ■■ ■■■ ■■■■ ■■■ ■■■■■ ■■ ■■■■ ■■■ ■■■■■■ ■■■ ■■ ■■■■ ■■■ ■■■■ ■■ ■■■■■ ■■■ ■■■■ ■■■■■■ ■■ ■■■ ■■■■ ■■■ ■■■■■ ■■ ■■■■ ■■■ ■■■■■■ ■■■ ■■ ■■■■ ■■■ ■■■■ ■■ ■■■■■ ■■■ ■■■■ ■■■■■■ ■■ ■■■ ■■■■ ■■■ ■■■■■ ■■ ■■■■ ■■■ ■■■■■■ ■■■ ■■ ■■■■ ■■■ ■■■■ ■■ ■■■■■ ■■■ ■■■■ ■■■■■■ ■■ ■■■ ■■■■ ■■■ ■■■■■ ■■ ■■■■ ■■■ ■■■■■■ ■■■ ■■ ■■■■ ■■■ ■■■■ ■■ ■■■■■ ■■■ ■■■■ ■■■■■■ ■■ ■■■ ■■■■ ■■■ ■■■■■ ■■ ■■■■ ■■■ ■■■■■■ ■■■ ■■ ■■■■ ■■■ ■■■■ ■■ ■■■■■ ■■■ ■■■■ ■■■■■■ ■■ ■■■ ■■■■ ■■■ ■■■■■ ■■ ■■■■ ■■■ ■■■■■■ ■■■ ■■ ■■■■ ■■■ ■■■■ ■■ ■■■■■ ■■■ ■■■■ ■■■■■■ ■■ ■■■ ■■■■ ■■■ ■■■■■ ■■ ■■■■ ■■■ ■■■■■■ ■■■ ■■ ■■■■ ■■■ ■■■■ ■■ ■■■■■ ■■■ ■■■■ ■■■■■■ ■■ ■■■ ■■■■ ■■■ ■■■■■ ■■ ■■■■ ■■■ ■■■■■■ ■■■ ■■ ■■■■ ■■■ ■■■■ ■■ ■■■■■ ■■■ ■■■■ ■■■■■■ ■■ ■■■ ■■■■ ■■■ ■■■■■ ■■ ■■■■ ■■■ ■■■■■■ ■■■ ■■ ■■■■ ■■■ ■■■■ ■■ ■■■■■ ■■■ ■■■■ ■■■■■■ ■■ ■■■ ■■■■ ■■■ ■■■■■ ■■ ■■■■ ■■■ ■■■■■■ ■■■ ■■ ■■■■ ■■■ ■■■■ ■■ ■■■■■ ■■■ ■■■■ ■■■■■■ ■■ ■■■ ■■■■ ■■■ ■■■■■ ■■ ■■■■ ■■■ ■■■■■■ ■■■ ■■ ■■■■ ■■■ ■■■■ ■■ ■■■■■ ■■■ ■■■■ ■■■■■■ ■■ ■■■ ■■■■ ■■■ ■■■■■ ■■ ■■■■ ■■■ ■■■■■■ ■■■ ■■ ■■■■ ■■■ ■■■■ ■■ ■■■■■ ■■■ ■■■■ ■■■■■■ ■■ ■■■ ■■■■ ■■■ ■■■■■ ■■ ■■■■ ■■■ ■■■■■■ ■■■ ■■ ■■■■ ■■■ ■■■■ ■■ ■■■■■ ■■■ ■■■■ ■■■■■■ ■■ ■■■ ■■■■ ■■■ ■■■■■ ■■ ■■■■ ■■■ ■■■■■■ ■■■ ■■ ■■■■ ■■■ ■■■■ ■■ ■■■■■ ■■■ ■■■■ ■■■■■■ ■■ ■■■ ■■■■ ■■■ ■■■■■ ■■ ■■■■ ■■■ ■■■■■■ ■■■ ■■ ■■■■ ■■■ ■■■■ ■■ ■■■■■ ■■■ ■■■■ ■■■■■■ ■■ ■■■ ■■■■ ■■■ ■■■■■ ■■ ■■■■ ■■■ ■■■■■■ ■■■ ■■ ■■■■ ■■■ ■■■■ ■■ ■■■■■ ■■■ ■■■■ ■■■■■■ ■■ ■■■ ■■■■ ■■■ ■■■■■ ■■ ■■■■ ■■■ ■■■■■■ ■■■ ■■ ■■■■ ■■■ ■■■■ ■■ ■■■■■ ■■■ ■■■■ ■■■■■■ ■■ ■■■ ■■■■ ■■■ ■■■■■ ■■ ■■■■ ■■■ ■■■■■■ ■■■ ■■ ■■■■ ■■■ ■■■■ ■■ ■■■■■ ■■■ ■■■■ ■■■■■■ ■■ ■■■ ■■■■ ■■■ ■■■■■ ■■ ■■■■ ■■■ ■■■■■■ ■■■ ■■ ■■■■ ■■■ ■■■■ ■■ ■■■■■ ■■■ ■■■■ ■■■■■■ ■■ ■■■ ■■■■ ■■■ ■■■■■ ■■ ■■■■ ■■■ ■■■■■■ ■■■ ■■ ■■■■ ■■■ ■■■■ ■■ ■■■■■ ■■■ ■■■■ ■■■■■■ ■■ ■■■ ■■■■ ■■■ ■■■■■ ■■ ■■■■ ■■■ ■■■■■■ ■■■ ■■ ■■■■ ■■■ ■■■■ ■■ ■■■■■ ■■■ ■■■■ ■■■■■■ ■■ ■■■ ■■■■ ■■■ ■■■■■ ■■ ■■■■ ■■■ ■■■■■■ ■■■ ■■ ■■■■ ■■■ ■■■■ ■■ ■■■■■ ■■■ ■■■■ ■■■■■■ ■■ ■■■ ■■■■ ■■■ ■■■■■ ■■ ■■■■ ■■■ ■■■■■■ ■■■ ■■ ■■■■ ■■■ ■■■■ ■■ ■■■■■ ■■■ ■■■■ ■■■■■■ ■■ ■■■ ■■■■ ■■■ ■■■■■ ■■ ■■■■ ■■■ ■■■■■■ ■■■ ■■ ■■■■ [263, 244, 345, 300]
table-cell: ■■■ ■■ ■■■■ [263, 196, 287, 199]
barcode-bar [365, 71, 367, 95]
table-cell: ■■■ ■■ ■■■■ [429, 161, 453, 164]
table-cell: ■■■ ■■ ■■■■ [429, 164, 453, 167]
section-heading: INDICATIONS [179, 117, 192, 119]
barcode-bar [388, 71, 389, 95]
table-cell: ■■■ ■■ ■■■■ [371, 178, 395, 181]
table-cell: ■■■ ■■ ■■■■ [394, 171, 427, 174]
table-cell: ■■■ ■■ ■■■■ [263, 186, 287, 189]
table-cell: ■■■ ■■ ■■■■ [394, 164, 427, 167]
column-5 [511, 59, 593, 805]
table-cell: ■■■ ■■ ■■■■ [287, 176, 311, 179]
barcode-bar [372, 71, 373, 95]
table-cell: ■■■ ■■ ■■■■ [263, 189, 287, 192]
table-cell: ■■■ ■■ ■■■■ [263, 172, 287, 175]
table-cell: ■■■ ■■ ■■■■ [429, 201, 453, 204]
paragraph: ■■■ ■■■■ ■■ ■■■■■ ■■■ ■■■■ ■■■■■■ ■■ ■■■ ■■■■ ■■■ ■■■■■ ■■ ■■■■ ■■■ ■■■■■■ ■■■ ■■ ■■■■ ■■■ ■■■■ ■■ ■■■■■ ■■■ ■■■■ ■■■■■■ ■■ ■■■ ■■■■ ■■■ ■■■■■ ■■ ■■■■ ■■■ ■■■■■■ ■■■ ■■ ■■■■ ■■■ ■■■■ ■■ ■■■■■ ■■■ ■■■■ ■■■■■■ ■■ ■■■ ■■■■ ■■■ ■■■■■ ■■ ■■■■ ■■■ ■■■■■■ ■■■ ■■ ■■■■ ■■■ ■■■■ ■■ ■■■■■ ■■■ ■■■■ ■■■■■■ ■■ ■■■ ■■■■ ■■■ ■■■■■ ■■ ■■■■ ■■■ ■■■■■■ ■■■ ■■ ■■■■ ■■■ ■■■■ ■■ ■■■■■ ■■■ ■■■■ ■■■■■■ ■■ ■■■ ■■■■ ■■■ ■■■■■ ■■ ■■■■ ■■■ ■■■■■■ ■■■ ■■ ■■■■ ■■■ ■■■■ ■■ ■■■■■ ■■■ ■■■■ ■■■■■■ ■■ ■■■ ■■■■ ■■■ ■■■■■ ■■ ■■■■ ■■■ ■■■■■■ ■■■ ■■ ■■■■ ■■■ ■■■■ ■■ ■■■■■ ■■■ ■■■■ ■■■■■■ ■■ ■■■ ■■■■ ■■■ ■■■■■ ■■ ■■■■ ■■■ ■■■■■■ ■■■ ■■ ■■■■ ■■■ ■■■■ ■■ ■■■■■ ■■■ ■■■■ ■■■■■■ ■■ ■■■ ■■■■ ■■■ ■■■■■ ■■ ■■■■ ■■■ ■■■■■■ ■■■ ■■ ■■■■ ■■■ ■■■■ ■■ ■■■■■ ■■■ ■■■■ ■■■■■■ ■■ ■■■ ■■■■ ■■■ ■■■■■ ■■ ■■■■ ■■■ ■■■■■■ ■■■ ■■ ■■■■ ■■■ ■■■■ ■■ ■■■■■ ■■■ ■■■■ ■■■■■■ ■■ ■■■ ■■■■ ■■■ ■■■■■ ■■ ■■■■ ■■■ ■■■■■■ ■■■ ■■ ■■■■ ■■■ ■■■■ ■■ ■■■■■ ■■■ ■■■■ ■■■■■■ ■■ ■■■ ■■■■ ■■■ ■■■■■ ■■ ■■■■ ■■■ ■■■■■■ ■■■ ■■ ■■■■ ■■■ ■■■■ ■■ ■■■■■ ■■■ ■■■■ ■■■■■■ ■■ ■■■ ■■■■ ■■■ ■■■■■ ■■ ■■■■ ■■■ ■■■■■■ ■■■ ■■ ■■■■ ■■■ ■■■■ ■■ ■■■■■ ■■■ ■■■■ ■■■■■■ ■■ ■■■ ■■■■ ■■■ ■■■■■ ■■ ■■■■ ■■■ ■■■■■■ ■■■ ■■ ■■■■ ■■■ ■■■■ ■■ ■■■■■ ■■■ ■■■■ ■■■■■■ ■■ ■■■ ■■■■ ■■■ ■■■■■ ■■ ■■■■ ■■■ ■■■■■■ ■■■ ■■ ■■■■ ■■■ ■■■■ ■■ ■■■■■ ■■■ ■■■■ ■■■■■■ ■■ ■■■ ■■■■ ■■■ ■■■■■ ■■ ■■■■ ■■■ ■■■■■■ ■■■ ■■ ■■■■ ■■■ ■■■■ ■■ ■■■■■ ■■■ ■■■■ ■■■■■■ ■■ ■■■ ■■■■ ■■■ ■■■■■ ■■ ■■■■ ■■■ ■■■■■■ ■■■ ■■ ■■■■ [179, 144, 261, 173]
table-cell: ■■■ ■■ ■■■■ [263, 206, 287, 209]
data-table [263, 144, 345, 210]
table-cell: ■■■ ■■ ■■■■ [453, 208, 477, 211]
paragraph: ■■■ ■■■■ ■■ ■■■■■ ■■■ ■■■■ ■■■■■■ ■■ ■■■ ■■■■ ■■■ ■■■■■ ■■ ■■■■ ■■■ ■■■■■■ ■■■ ■■ ■■■■ ■■■ ■■■■ ■■ ■■■■■ ■■■ ■■■■ ■■■■■■ ■■ ■■■ ■■■■ ■■■ ■■■■■ ■■ ■■■■ ■■■ ■■■■■■ ■■■ ■■ ■■■■ ■■■ ■■■■ ■■ ■■■■■ ■■■ ■■■■ ■■■■■■ ■■ ■■■ ■■■■ ■■■ ■■■■■ ■■ ■■■■ ■■■ ■■■■■■ ■■■ ■■ ■■■■ ■■■ ■■■■ ■■ ■■■■■ ■■■ ■■■■ ■■■■■■ ■■ ■■■ ■■■■ ■■■ ■■■■■ ■■ ■■■■ ■■■ ■■■■■■ ■■■ ■■ ■■■■ ■■■ ■■■■ ■■ ■■■■■ ■■■ ■■■■ ■■■■■■ ■■ ■■■ ■■■■ ■■■ ■■■■■ ■■ ■■■■ ■■■ ■■■■■■ ■■■ ■■ ■■■■ ■■■ ■■■■ ■■ ■■■■■ ■■■ ■■■■ ■■■■■■ ■■ ■■■ ■■■■ ■■■ ■■■■■ ■■ ■■■■ ■■■ ■■■■■■ ■■■ ■■ ■■■■ ■■■ ■■■■ ■■ ■■■■■ ■■■ ■■■■ ■■■■■■ ■■ ■■■ ■■■■ ■■■ ■■■■■ ■■ ■■■■ ■■■ ■■■■■■ ■■■ ■■ ■■■■ ■■■ ■■■■ ■■ ■■■■■ ■■■ ■■■■ ■■■■■■ ■■ ■■■ ■■■■ ■■■ ■■■■■ ■■ ■■■■ ■■■ ■■■■■■ ■■■ ■■ ■■■■ ■■■ ■■■■ ■■ ■■■■■ ■■■ ■■■■ ■■■■■■ ■■ ■■■ ■■■■ ■■■ ■■■■■ ■■ ■■■■ ■■■ ■■■■■■ ■■■ ■■ ■■■■ ■■■ ■■■■ ■■ ■■■■■ ■■■ ■■■■ ■■■■■■ ■■ ■■■ ■■■■ ■■■ ■■■■■ ■■ ■■■■ ■■■ ■■■■■■ ■■■ ■■ ■■■■ ■■■ ■■■■ ■■ ■■■■■ ■■■ ■■■■ ■■■■■■ ■■ ■■■ ■■■■ ■■■ ■■■■■ ■■ ■■■■ ■■■ ■■■■■■ ■■■ ■■ ■■■■ ■■■ ■■■■ ■■ ■■■■■ ■■■ ■■■■ ■■■■■■ ■■ ■■■ ■■■■ ■■■ ■■■■■ ■■ ■■■■ ■■■ ■■■■■■ ■■■ ■■ ■■■■ [179, 196, 261, 217]
table-cell: ■■■ ■■ ■■■■ [347, 184, 371, 187]
table-cell: ■■■ ■■ ■■■■ [347, 208, 371, 211]
table-cell: ■■■ ■■ ■■■■ [453, 188, 477, 191]
table-cell: ■■■ ■■ ■■■■ [394, 161, 427, 164]
barcode-bar [368, 71, 369, 95]
table-cell: ■■■ ■■ ■■■■ [453, 161, 477, 164]
barcode-bar [386, 71, 387, 95]
paragraph: ■■■ ■■■■ ■■ ■■■■■ ■■■ ■■■■ ■■■■■■ ■■ ■■■ ■■■■ ■■■ ■■■■■ ■■ ■■■■ ■■■ ■■■■■■ ■■■ ■■ ■■■■ ■■■ ■■■■ ■■ ■■■■■ ■■■ ■■■■ ■■■■■■ ■■ ■■■ ■■■■ ■■■ ■■■■■ ■■ ■■■■ ■■■ ■■■■■■ ■■■ ■■ ■■■■ ■■■ ■■■■ ■■ ■■■■■ ■■■ ■■■■ ■■■■■■ ■■ ■■■ ■■■■ ■■■ ■■■■■ ■■ ■■■■ ■■■ ■■■■■■ ■■■ ■■ ■■■■ ■■■ ■■■■ ■■ ■■■■■ ■■■ ■■■■ ■■■■■■ ■■ ■■■ ■■■■ ■■■ ■■■■■ ■■ ■■■■ ■■■ ■■■■■■ ■■■ ■■ ■■■■ ■■■ ■■■■ ■■ ■■■■■ ■■■ ■■■■ ■■■■■■ ■■ ■■■ ■■■■ ■■■ ■■■■■ ■■ ■■■■ ■■■ ■■■■■■ ■■■ ■■ ■■■■ ■■■ ■■■■ ■■ ■■■■■ ■■■ ■■■■ ■■■■■■ ■■ ■■■ ■■■■ ■■■ ■■■■■ ■■ ■■■■ ■■■ ■■■■■■ ■■■ ■■ ■■■■ ■■■ ■■■■ ■■ ■■■■■ ■■■ ■■■■ ■■■■■■ ■■ ■■■ ■■■■ ■■■ ■■■■■ ■■ ■■■■ ■■■ ■■■■■■ ■■■ ■■ ■■■■ ■■■ ■■■■ ■■ ■■■■■ ■■■ ■■■■ ■■■■■■ ■■ ■■■ ■■■■ ■■■ ■■■■■ ■■ ■■■■ ■■■ ■■■■■■ ■■■ ■■ ■■■■ ■■■ ■■■■ ■■ ■■■■■ ■■■ ■■■■ ■■■■■■ ■■ ■■■ ■■■■ ■■■ ■■■■■ ■■ ■■■■ ■■■ ■■■■■■ ■■■ ■■ ■■■■ ■■■ ■■■■ ■■ ■■■■■ ■■■ ■■■■ ■■■■■■ ■■ ■■■ ■■■■ ■■■ ■■■■■ ■■ ■■■■ ■■■ ■■■■■■ ■■■ ■■ ■■■■ ■■■ ■■■■ ■■ ■■■■■ ■■■ ■■■■ ■■■■■■ ■■ ■■■ ■■■■ ■■■ ■■■■■ ■■ ■■■■ ■■■ ■■■■■■ ■■■ ■■ ■■■■ ■■■ ■■■■ ■■ ■■■■■ ■■■ ■■■■ ■■■■■■ ■■ ■■■ ■■■■ ■■■ ■■■■■ ■■ ■■■■ ■■■ ■■■■■■ ■■■ ■■ ■■■■ [263, 120, 345, 141]
table-cell: ■■■ ■■ ■■■■ [311, 186, 345, 189]
table-cell: ■■■ ■■ ■■■■ [453, 194, 477, 197]
table-cell: ■■■ ■■ ■■■■ [429, 154, 453, 157]
table-cell: ■■■ ■■ ■■■■ [371, 194, 395, 197]
table-cell: ■■■ ■■ ■■■■ [347, 181, 371, 184]
table-cell: ■■■ ■■ ■■■■ [429, 157, 453, 160]
table-cell: ■■■ ■■ ■■■■ [311, 162, 345, 165]
footer-right: Page 1 of 1 [576, 812, 592, 816]
table-cell: ■■■ ■■ ■■■■ [287, 152, 311, 155]
table-cell: ■■■ ■■ ■■■■ [394, 178, 427, 181]
table-cell: ■■■ ■■ ■■■■ [453, 164, 477, 167]
data-table [429, 146, 509, 212]
table-cell: ■■■ ■■ ■■■■ [347, 157, 371, 160]
table-cell: ■■■ ■■ ■■■■ [476, 201, 509, 204]
table-cell: ■■■ ■■ ■■■■ [311, 165, 345, 168]
table-cell: ■■■ ■■ ■■■■ [311, 196, 345, 199]
paragraph: ■■■ ■■■■ ■■ ■■■■■ ■■■ ■■■■ ■■■■■■ ■■ ■■■ ■■■■ ■■■ ■■■■■ ■■ ■■■■ ■■■ ■■■■■■ ■■■ ■■ ■■■■ ■■■ ■■■■ ■■ ■■■■■ ■■■ ■■■■ ■■■■■■ ■■ ■■■ ■■■■ ■■■ ■■■■■ ■■ ■■■■ ■■■ ■■■■■■ ■■■ ■■ ■■■■ ■■■ ■■■■ ■■ ■■■■■ ■■■ ■■■■ ■■■■■■ ■■ ■■■ ■■■■ ■■■ ■■■■■ ■■ ■■■■ ■■■ ■■■■■■ ■■■ ■■ ■■■■ ■■■ ■■■■ ■■ ■■■■■ ■■■ ■■■■ ■■■■■■ ■■ ■■■ ■■■■ ■■■ ■■■■■ ■■ ■■■■ ■■■ ■■■■■■ ■■■ ■■ ■■■■ ■■■ ■■■■ ■■ ■■■■■ ■■■ ■■■■ ■■■■■■ ■■ ■■■ ■■■■ ■■■ ■■■■■ ■■ ■■■■ ■■■ ■■■■■■ ■■■ ■■ ■■■■ ■■■ ■■■■ ■■ ■■■■■ ■■■ ■■■■ ■■■■■■ ■■ ■■■ ■■■■ ■■■ ■■■■■ ■■ ■■■■ ■■■ ■■■■■■ ■■■ ■■ ■■■■ ■■■ ■■■■ ■■ ■■■■■ ■■■ ■■■■ ■■■■■■ ■■ ■■■ ■■■■ ■■■ ■■■■■ ■■ ■■■■ ■■■ ■■■■■■ ■■■ ■■ ■■■■ ■■■ ■■■■ ■■ ■■■■■ ■■■ ■■■■ ■■■■■■ ■■ ■■■ ■■■■ ■■■ ■■■■■ ■■ ■■■■ ■■■ ■■■■■■ ■■■ ■■ ■■■■ [179, 177, 261, 192]
section-heading: STORAGE [347, 214, 357, 217]
section-heading: STORAGE CONDITIONS [511, 118, 534, 120]
table-cell: ■■■ ■■ ■■■■ [263, 155, 287, 158]
table-cell: ■■■ ■■ ■■■■ [476, 150, 509, 153]
table-cell: ■■■ ■■ ■■■■ [453, 191, 477, 194]
column-4 [429, 59, 509, 805]
column-1 [179, 59, 261, 805]
table-header: Class [429, 147, 453, 150]
table-cell: ■■■ ■■ ■■■■ [394, 188, 427, 191]
table-cell: ■■■ ■■ ■■■■ [371, 161, 395, 164]
table-cell: ■■■ ■■ ■■■■ [394, 201, 427, 204]
table-cell: ■■■ ■■ ■■■■ [394, 157, 427, 160]
table-cell: ■■■ ■■ ■■■■ [287, 192, 311, 195]
table-cell: ■■■ ■■ ■■■■ [429, 174, 453, 177]
table-cell: ■■■ ■■ ■■■■ [263, 152, 287, 155]
section-heading: PRESENTATION [429, 118, 445, 120]
table-cell: ■■■ ■■ ■■■■ [371, 181, 395, 184]
document-title: Bromazepam Tablets [207, 93, 233, 96]
section-heading: CLINICAL STUDIES [429, 99, 448, 101]
table-header: Event [371, 147, 395, 150]
leaflet-sheet [172, 58, 598, 806]
table-cell: ■■■ ■■ ■■■■ [287, 182, 311, 185]
barcode-bar [394, 71, 396, 95]
table-cell: ■■■ ■■ ■■■■ [311, 155, 345, 158]
table-cell: ■■■ ■■ ■■■■ [287, 159, 311, 162]
table-cell: ■■■ ■■ ■■■■ [287, 165, 311, 168]
manufacturer-line: Manufactured by [513, 794, 527, 797]
table-cell: ■■■ ■■ ■■■■ [347, 161, 371, 164]
table-cell: ■■■ ■■ ■■■■ [476, 205, 509, 208]
table-cell: ■■■ ■■ ■■■■ [453, 167, 477, 170]
table-cell: ■■■ ■■ ■■■■ [371, 188, 395, 191]
table-cell: ■■■ ■■ ■■■■ [311, 148, 345, 151]
table-cell: ■■■ ■■ ■■■■ [263, 159, 287, 162]
table-cell: ■■■ ■■ ■■■■ [263, 176, 287, 179]
table-cell: ■■■ ■■ ■■■■ [371, 201, 395, 204]
table-cell: ■■■ ■■ ■■■■ [347, 171, 371, 174]
barcode-bar [363, 71, 364, 95]
table-cell: ■■■ ■■ ■■■■ [371, 174, 395, 177]
barcode-graphic [363, 71, 409, 95]
column-3-text [347, 99, 427, 302]
table-header: Event [287, 145, 311, 148]
column-1-text [179, 98, 261, 351]
table-cell: ■■■ ■■ ■■■■ [287, 162, 311, 165]
section-heading: SYSTEM ORGAN CLASS [263, 118, 287, 120]
brand-label: LEXOTAN [210, 82, 230, 88]
table-cell: ■■■ ■■ ■■■■ [394, 198, 427, 201]
table-cell: ■■■ ■■ ■■■■ [394, 181, 427, 184]
section-heading: DOSAGE AND ADMINISTRATION [179, 142, 211, 144]
table-cell: ■■■ ■■ ■■■■ [394, 174, 427, 177]
table-cell: ■■■ ■■ ■■■■ [287, 148, 311, 151]
table-cell: ■■■ ■■ ■■■■ [287, 169, 311, 172]
paragraph: ■■■ ■■■■ ■■ ■■■■■ ■■■ ■■■■ ■■■■■■ ■■ ■■■ ■■■■ ■■■ ■■■■■ ■■ ■■■■ ■■■ ■■■■■■ ■■■ ■■ ■■■■ ■■■ ■■■■ ■■ ■■■■■ ■■■ ■■■■ ■■■■■■ ■■ ■■■ ■■■■ ■■■ ■■■■■ ■■ ■■■■ ■■■ ■■■■■■ ■■■ ■■ ■■■■ ■■■ ■■■■ ■■ ■■■■■ ■■■ ■■■■ ■■■■■■ ■■ ■■■ ■■■■ ■■■ ■■■■■ ■■ ■■■■ ■■■ ■■■■■■ ■■■ ■■ ■■■■ ■■■ ■■■■ ■■ ■■■■■ ■■■ ■■■■ ■■■■■■ ■■ ■■■ ■■■■ ■■■ ■■■■■ ■■ ■■■■ ■■■ ■■■■■■ ■■■ ■■ ■■■■ ■■■ ■■■■ ■■ ■■■■■ ■■■ ■■■■ ■■■■■■ ■■ ■■■ ■■■■ ■■■ ■■■■■ ■■ ■■■■ ■■■ ■■■■■■ ■■■ ■■ ■■■■ ■■■ ■■■■ ■■ ■■■■■ ■■■ ■■■■ ■■■■■■ ■■ ■■■ ■■■■ ■■■ ■■■■■ ■■ ■■■■ ■■■ ■■■■■■ ■■■ ■■ ■■■■ ■■■ ■■■■ ■■ ■■■■■ ■■■ ■■■■ ■■■■■■ ■■ ■■■ ■■■■ ■■■ ■■■■■ ■■ ■■■■ ■■■ ■■■■■■ ■■■ ■■ ■■■■ ■■■ ■■■■ ■■ ■■■■■ ■■■ ■■■■ ■■■■■■ ■■ ■■■ ■■■■ ■■■ ■■■■■ ■■ ■■■■ ■■■ ■■■■■■ ■■■ ■■ ■■■■ ■■■ ■■■■ ■■ ■■■■■ ■■■ ■■■■ ■■■■■■ ■■ ■■■ ■■■■ ■■■ ■■■■■ ■■ ■■■■ ■■■ ■■■■■■ ■■■ ■■ ■■■■ ■■■ ■■■■ ■■ ■■■■■ ■■■ ■■■■ ■■■■■■ ■■ ■■■ ■■■■ ■■■ ■■■■■ ■■ ■■■■ ■■■ ■■■■■■ ■■■ ■■ ■■■■ ■■■ ■■■■ ■■ ■■■■■ ■■■ ■■■■ ■■■■■■ ■■ ■■■ ■■■■ ■■■ ■■■■■ ■■ ■■■■ ■■■ ■■■■■■ ■■■ ■■ ■■■■ ■■■ ■■■■ ■■ ■■■■■ ■■■ ■■■■ ■■■■■■ ■■ ■■■ ■■■■ ■■■ ■■■■■ ■■ ■■■■ ■■■ ■■■■■■ ■■■ ■■ ■■■■ ■■■ ■■■■ ■■ ■■■■■ ■■■ ■■■■ ■■■■■■ ■■ ■■■ ■■■■ ■■■ ■■■■■ ■■ ■■■■ ■■■ ■■■■■■ ■■■ ■■ ■■■■ ■■■ ■■■■ ■■ ■■■■■ ■■■ ■■■■ ■■■■■■ ■■ ■■■ ■■■■ ■■■ ■■■■■ ■■ ■■■■ ■■■ ■■■■■■ ■■■ ■■ ■■■■ ■■■ ■■■■ ■■ ■■■■■ ■■■ ■■■■ ■■■■■■ ■■ ■■■ ■■■■ ■■■ ■■■■■ ■■ ■■■■ ■■■ ■■■■■■ ■■■ ■■ ■■■■ ■■■ ■■■■ ■■ ■■■■■ ■■■ ■■■■ ■■■■■■ ■■ ■■■ ■■■■ ■■■ ■■■■■ ■■ ■■■■ ■■■ ■■■■■■ ■■■ ■■ ■■■■ ■■■ ■■■■ ■■ ■■■■■ ■■■ ■■■■ ■■■■■■ ■■ ■■■ ■■■■ ■■■ ■■■■■ ■■ ■■■■ ■■■ ■■■■■■ ■■■ ■■ ■■■■ ■■■ ■■■■ ■■ ■■■■■ ■■■ ■■■■ ■■■■■■ ■■ ■■■ ■■■■ ■■■ ■■■■■ ■■ ■■■■ ■■■ ■■■■■■ ■■■ ■■ ■■■■ ■■■ ■■■■ ■■ ■■■■■ ■■■ ■■■■ ■■■■■■ ■■ ■■■ ■■■■ ■■■ ■■■■■ ■■ ■■■■ ■■■ ■■■■■■ ■■■ ■■ ■■■■ ■■■ ■■■■ ■■ ■■■■■ ■■■ ■■■■ ■■■■■■ ■■ ■■■ ■■■■ ■■■ ■■■■■ ■■ ■■■■ ■■■ ■■■■■■ ■■■ ■■ ■■■■ ■■■ ■■■■ ■■ ■■■■■ ■■■ ■■■■ ■■■■■■ ■■ ■■■ ■■■■ ■■■ ■■■■■ ■■ ■■■■ ■■■ ■■■■■■ ■■■ ■■ ■■■■ ■■■ ■■■■ ■■ ■■■■■ ■■■ ■■■■ ■■■■■■ ■■ ■■■ ■■■■ ■■■ ■■■■■ ■■ ■■■■ ■■■ ■■■■■■ ■■■ ■■ ■■■■ ■■■ ■■■■ ■■ ■■■■■ ■■■ ■■■■ ■■■■■■ ■■ ■■■ ■■■■ ■■■ ■■■■■ ■■ ■■■■ ■■■ ■■■■■■ ■■■ ■■ ■■■■ ■■■ ■■■■ ■■ ■■■■■ ■■■ ■■■■ ■■■■■■ ■■ ■■■ ■■■■ ■■■ ■■■■■ ■■ ■■■■ ■■■ ■■■■■■ ■■■ ■■ ■■■■ ■■■ ■■■■ ■■ ■■■■■ ■■■ ■■■■ ■■■■■■ ■■ ■■■ ■■■■ ■■■ ■■■■■ ■■ ■■■■ ■■■ ■■■■■■ ■■■ ■■ ■■■■ ■■■ ■■■■ ■■ ■■■■■ ■■■ ■■■■ ■■■■■■ ■■ ■■■ ■■■■ ■■■ ■■■■■ ■■ ■■■■ ■■■ ■■■■■■ ■■■ ■■ ■■■■ ■■■ ■■■■ ■■ ■■■■■ ■■■ ■■■■ ■■■■■■ ■■ ■■■ ■■■■ ■■■ ■■■■■ ■■ ■■■■ ■■■ ■■■■■■ ■■■ ■■ ■■■■ ■■■ ■■■■ ■■ ■■■■■ ■■■ ■■■■ ■■■■■■ ■■ ■■■ ■■■■ ■■■ ■■■■■ ■■ ■■■■ ■■■ ■■■■■■ ■■■ ■■ ■■■■ ■■■ ■■■■ ■■ ■■■■■ ■■■ ■■■■ ■■■■■■ ■■ ■■■ ■■■■ ■■■ ■■■■■ ■■ ■■■■ ■■■ ■■■■■■ ■■■ ■■ ■■■■ ■■■ ■■■■ ■■ ■■■■■ ■■■ ■■■■ ■■■■■■ ■■ ■■■ ■■■■ ■■■ ■■■■■ ■■ ■■■■ ■■■ ■■■■■■ ■■■ ■■ ■■■■ [429, 214, 509, 270]
table-cell: ■■■ ■■ ■■■■ [371, 154, 395, 157]
section-heading: INTERACTIONS [179, 219, 194, 221]
table-cell: ■■■ ■■ ■■■■ [347, 167, 371, 170]
table-cell: ■■■ ■■ ■■■■ [311, 182, 345, 185]
table-cell: ■■■ ■■ ■■■■ [429, 171, 453, 174]
table-cell: ■■■ ■■ ■■■■ [476, 208, 509, 211]
table-cell: ■■■ ■■ ■■■■ [347, 150, 371, 153]
column-4-text [429, 99, 509, 270]
table-cell: ■■■ ■■ ■■■■ [311, 176, 345, 179]
barcode-bar [379, 71, 381, 95]
table-header: Frequency [476, 147, 509, 150]
table-cell: ■■■ ■■ ■■■■ [394, 205, 427, 208]
table-cell: ■■■ ■■ ■■■■ [453, 201, 477, 204]
table-cell: ■■■ ■■ ■■■■ [453, 198, 477, 201]
table-cell: ■■■ ■■ ■■■■ [453, 154, 477, 157]
paragraph: ■■■ ■■■■ ■■ ■■■■■ ■■■ ■■■■ ■■■■■■ ■■ ■■■ ■■■■ ■■■ ■■■■■ ■■ ■■■■ ■■■ ■■■■■■ ■■■ ■■ ■■■■ ■■■ ■■■■ ■■ ■■■■■ ■■■ ■■■■ ■■■■■■ ■■ ■■■ ■■■■ ■■■ ■■■■■ ■■ ■■■■ ■■■ ■■■■■■ ■■■ ■■ ■■■■ ■■■ ■■■■ ■■ ■■■■■ ■■■ ■■■■ ■■■■■■ ■■ ■■■ ■■■■ ■■■ ■■■■■ ■■ ■■■■ ■■■ ■■■■■■ ■■■ ■■ ■■■■ ■■■ ■■■■ ■■ ■■■■■ ■■■ ■■■■ ■■■■■■ ■■ ■■■ ■■■■ ■■■ ■■■■■ ■■ ■■■■ ■■■ ■■■■■■ ■■■ ■■ ■■■■ ■■■ ■■■■ ■■ ■■■■■ ■■■ ■■■■ ■■■■■■ ■■ ■■■ ■■■■ ■■■ ■■■■■ ■■ ■■■■ ■■■ ■■■■■■ ■■■ ■■ ■■■■ ■■■ ■■■■ ■■ ■■■■■ ■■■ ■■■■ ■■■■■■ ■■ ■■■ ■■■■ ■■■ ■■■■■ ■■ ■■■■ ■■■ ■■■■■■ ■■■ ■■ ■■■■ ■■■ ■■■■ ■■ ■■■■■ ■■■ ■■■■ ■■■■■■ ■■ ■■■ ■■■■ ■■■ ■■■■■ ■■ ■■■■ ■■■ ■■■■■■ ■■■ ■■ ■■■■ ■■■ ■■■■ ■■ ■■■■■ ■■■ ■■■■ ■■■■■■ ■■ ■■■ ■■■■ ■■■ ■■■■■ ■■ ■■■■ ■■■ ■■■■■■ ■■■ ■■ ■■■■ ■■■ ■■■■ ■■ ■■■■■ ■■■ ■■■■ ■■■■■■ ■■ ■■■ ■■■■ ■■■ ■■■■■ ■■ ■■■■ ■■■ ■■■■■■ ■■■ ■■ ■■■■ ■■■ ■■■■ ■■ ■■■■■ ■■■ ■■■■ ■■■■■■ ■■ ■■■ ■■■■ ■■■ ■■■■■ ■■ ■■■■ ■■■ ■■■■■■ ■■■ ■■ ■■■■ ■■■ ■■■■ ■■ ■■■■■ ■■■ ■■■■ ■■■■■■ ■■ ■■■ ■■■■ ■■■ ■■■■■ ■■ ■■■■ ■■■ ■■■■■■ ■■■ ■■ ■■■■ ■■■ ■■■■ ■■ ■■■■■ ■■■ ■■■■ ■■■■■■ ■■ ■■■ ■■■■ ■■■ ■■■■■ ■■ ■■■■ ■■■ ■■■■■■ ■■■ ■■ ■■■■ ■■■ ■■■■ ■■ ■■■■■ ■■■ ■■■■ ■■■■■■ ■■ ■■■ ■■■■ ■■■ ■■■■■ ■■ ■■■■ ■■■ ■■■■■■ ■■■ ■■ ■■■■ ■■■ ■■■■ ■■ ■■■■■ ■■■ ■■■■ ■■■■■■ ■■ ■■■ ■■■■ ■■■ ■■■■■ ■■ ■■■■ ■■■ ■■■■■■ ■■■ ■■ ■■■■ ■■■ ■■■■ ■■ ■■■■■ ■■■ ■■■■ ■■■■■■ ■■ ■■■ ■■■■ ■■■ ■■■■■ ■■ ■■■■ ■■■ ■■■■■■ ■■■ ■■ ■■■■ ■■■ ■■■■ ■■ ■■■■■ ■■■ ■■■■ ■■■■■■ ■■ ■■■ ■■■■ ■■■ ■■■■■ ■■ ■■■■ ■■■ ■■■■■■ ■■■ ■■ ■■■■ ■■■ ■■■■ ■■ ■■■■■ ■■■ ■■■■ ■■■■■■ ■■ ■■■ ■■■■ ■■■ ■■■■■ ■■ ■■■■ ■■■ ■■■■■■ ■■■ ■■ ■■■■ ■■■ ■■■■ ■■ ■■■■■ ■■■ ■■■■ ■■■■■■ ■■ ■■■ ■■■■ ■■■ ■■■■■ ■■ ■■■■ ■■■ ■■■■■■ ■■■ ■■ ■■■■ ■■■ ■■■■ ■■ ■■■■■ ■■■ ■■■■ ■■■■■■ ■■ ■■■ ■■■■ ■■■ ■■■■■ ■■ ■■■■ ■■■ ■■■■■■ ■■■ ■■ ■■■■ ■■■ ■■■■ ■■ ■■■■■ ■■■ ■■■■ ■■■■■■ ■■ ■■■ ■■■■ ■■■ ■■■■■ ■■ ■■■■ ■■■ ■■■■■■ ■■■ ■■ ■■■■ ■■■ ■■■■ ■■ ■■■■■ ■■■ ■■■■ ■■■■■■ ■■ ■■■ ■■■■ ■■■ ■■■■■ ■■ ■■■■ ■■■ ■■■■■■ ■■■ ■■ ■■■■ ■■■ ■■■■ ■■ ■■■■■ ■■■ ■■■■ ■■■■■■ ■■ ■■■ ■■■■ ■■■ ■■■■■ ■■ ■■■■ ■■■ ■■■■■■ ■■■ ■■ ■■■■ ■■■ ■■■■ ■■ ■■■■■ ■■■ ■■■■ ■■■■■■ ■■ ■■■ ■■■■ ■■■ ■■■■■ ■■ ■■■■ ■■■ ■■■■■■ ■■■ ■■ ■■■■ ■■■ ■■■■ ■■ ■■■■■ ■■■ ■■■■ ■■■■■■ ■■ ■■■ ■■■■ ■■■ ■■■■■ ■■ ■■■■ ■■■ ■■■■■■ ■■■ ■■ ■■■■ ■■■ ■■■■ ■■ ■■■■■ ■■■ ■■■■ ■■■■■■ ■■ ■■■ ■■■■ ■■■ ■■■■■ ■■ ■■■■ ■■■ ■■■■■■ ■■■ ■■ ■■■■ ■■■ ■■■■ ■■ ■■■■■ ■■■ ■■■■ ■■■■■■ ■■ ■■■ ■■■■ ■■■ ■■■■■ ■■ ■■■■ ■■■ ■■■■■■ ■■■ ■■ ■■■■ ■■■ ■■■■ ■■ ■■■■■ ■■■ ■■■■ ■■■■■■ ■■ ■■■ ■■■■ ■■■ ■■■■■ ■■ ■■■■ ■■■ ■■■■■■ ■■■ ■■ ■■■■ ■■■ ■■■■ ■■ ■■■■■ ■■■ ■■■■ ■■■■■■ ■■ ■■■ ■■■■ ■■■ ■■■■■ ■■ ■■■■ ■■■ ■■■■■■ ■■■ ■■ ■■■■ ■■■ ■■■■ ■■ ■■■■■ ■■■ ■■■■ ■■■■■■ ■■ ■■■ ■■■■ ■■■ ■■■■■ ■■ ■■■■ ■■■ ■■■■■■ ■■■ ■■ ■■■■ ■■■ ■■■■ ■■ ■■■■■ ■■■ ■■■■ ■■■■■■ ■■ ■■■ ■■■■ ■■■ ■■■■■ ■■ ■■■■ ■■■ ■■■■■■ ■■■ ■■ ■■■■ [511, 142, 593, 197]
column-5-text [511, 99, 593, 198]
table-cell: ■■■ ■■ ■■■■ [429, 198, 453, 201]
table-cell: ■■■ ■■ ■■■■ [287, 155, 311, 158]
paragraph: ■■■ ■■■■ ■■ ■■■■■ ■■■ ■■■■ ■■■■■■ ■■ ■■■ ■■■■ ■■■ ■■■■■ ■■ ■■■■ ■■■ ■■■■■■ ■■■ ■■ ■■■■ ■■■ ■■■■ ■■ ■■■■■ ■■■ ■■■■ ■■■■■■ ■■ ■■■ ■■■■ ■■■ ■■■■■ ■■ ■■■■ ■■■ ■■■■■■ ■■■ ■■ ■■■■ ■■■ ■■■■ ■■ ■■■■■ ■■■ ■■■■ ■■■■■■ ■■ ■■■ ■■■■ ■■■ ■■■■■ ■■ ■■■■ ■■■ ■■■■■■ ■■■ ■■ ■■■■ ■■■ ■■■■ ■■ ■■■■■ ■■■ ■■■■ ■■■■■■ ■■ ■■■ ■■■■ ■■■ ■■■■■ ■■ ■■■■ ■■■ ■■■■■■ ■■■ ■■ ■■■■ ■■■ ■■■■ ■■ ■■■■■ ■■■ ■■■■ ■■■■■■ ■■ ■■■ ■■■■ ■■■ ■■■■■ ■■ ■■■■ ■■■ ■■■■■■ ■■■ ■■ ■■■■ ■■■ ■■■■ ■■ ■■■■■ ■■■ ■■■■ ■■■■■■ ■■ ■■■ ■■■■ ■■■ ■■■■■ ■■ ■■■■ ■■■ ■■■■■■ ■■■ ■■ ■■■■ ■■■ ■■■■ ■■ ■■■■■ ■■■ ■■■■ ■■■■■■ ■■ ■■■ ■■■■ ■■■ ■■■■■ ■■ ■■■■ ■■■ ■■■■■■ ■■■ ■■ ■■■■ ■■■ ■■■■ ■■ ■■■■■ ■■■ ■■■■ ■■■■■■ ■■ ■■■ ■■■■ ■■■ ■■■■■ ■■ ■■■■ ■■■ ■■■■■■ ■■■ ■■ ■■■■ ■■■ ■■■■ ■■ ■■■■■ ■■■ ■■■■ ■■■■■■ ■■ ■■■ ■■■■ ■■■ ■■■■■ ■■ ■■■■ ■■■ ■■■■■■ ■■■ ■■ ■■■■ ■■■ ■■■■ ■■ ■■■■■ ■■■ ■■■■ ■■■■■■ ■■ ■■■ ■■■■ ■■■ ■■■■■ ■■ ■■■■ ■■■ ■■■■■■ ■■■ ■■ ■■■■ ■■■ ■■■■ ■■ ■■■■■ ■■■ ■■■■ ■■■■■■ ■■ ■■■ ■■■■ ■■■ ■■■■■ ■■ ■■■■ ■■■ ■■■■■■ ■■■ ■■ ■■■■ ■■■ ■■■■ ■■ ■■■■■ ■■■ ■■■■ ■■■■■■ ■■ ■■■ ■■■■ ■■■ ■■■■■ ■■ ■■■■ ■■■ ■■■■■■ ■■■ ■■ ■■■■ [511, 120, 593, 141]
table-cell: ■■■ ■■ ■■■■ [263, 179, 287, 182]
table-cell: ■■■ ■■ ■■■■ [287, 196, 311, 199]
table-cell: ■■■ ■■ ■■■■ [311, 206, 345, 209]
table-cell: ■■■ ■■ ■■■■ [287, 179, 311, 182]
paragraph: ■■■ ■■■■ ■■ ■■■■■ ■■■ ■■■■ ■■■■■■ ■■ ■■■ ■■■■ ■■■ ■■■■■ ■■ ■■■■ ■■■ ■■■■■■ ■■■ ■■ ■■■■ ■■■ ■■■■ ■■ ■■■■■ ■■■ ■■■■ ■■■■■■ ■■ ■■■ ■■■■ ■■■ ■■■■■ ■■ ■■■■ ■■■ ■■■■■■ ■■■ ■■ ■■■■ ■■■ ■■■■ ■■ ■■■■■ ■■■ ■■■■ ■■■■■■ ■■ ■■■ ■■■■ ■■■ ■■■■■ ■■ ■■■■ ■■■ ■■■■■■ ■■■ ■■ ■■■■ ■■■ ■■■■ ■■ ■■■■■ ■■■ ■■■■ ■■■■■■ ■■ ■■■ ■■■■ ■■■ ■■■■■ ■■ ■■■■ ■■■ ■■■■■■ ■■■ ■■ ■■■■ ■■■ ■■■■ ■■ ■■■■■ ■■■ ■■■■ ■■■■■■ ■■ ■■■ ■■■■ ■■■ ■■■■■ ■■ ■■■■ ■■■ ■■■■■■ ■■■ ■■ ■■■■ ■■■ ■■■■ ■■ ■■■■■ ■■■ ■■■■ ■■■■■■ ■■ ■■■ ■■■■ ■■■ ■■■■■ ■■ ■■■■ ■■■ ■■■■■■ ■■■ ■■ ■■■■ ■■■ ■■■■ ■■ ■■■■■ ■■■ ■■■■ ■■■■■■ ■■ ■■■ ■■■■ ■■■ ■■■■■ ■■ ■■■■ ■■■ ■■■■■■ ■■■ ■■ ■■■■ ■■■ ■■■■ ■■ ■■■■■ ■■■ ■■■■ ■■■■■■ ■■ ■■■ ■■■■ ■■■ ■■■■■ ■■ ■■■■ ■■■ ■■■■■■ ■■■ ■■ ■■■■ ■■■ ■■■■ ■■ ■■■■■ ■■■ ■■■■ ■■■■■■ ■■ ■■■ ■■■■ ■■■ ■■■■■ ■■ ■■■■ ■■■ ■■■■■■ ■■■ ■■ ■■■■ ■■■ ■■■■ ■■ ■■■■■ ■■■ ■■■■ ■■■■■■ ■■ ■■■ ■■■■ ■■■ ■■■■■ ■■ ■■■■ ■■■ ■■■■■■ ■■■ ■■ ■■■■ ■■■ ■■■■ ■■ ■■■■■ ■■■ ■■■■ ■■■■■■ ■■ ■■■ ■■■■ ■■■ ■■■■■ ■■ ■■■■ ■■■ ■■■■■■ ■■■ ■■ ■■■■ ■■■ ■■■■ ■■ ■■■■■ ■■■ ■■■■ ■■■■■■ ■■ ■■■ ■■■■ ■■■ ■■■■■ ■■ ■■■■ ■■■ ■■■■■■ ■■■ ■■ ■■■■ ■■■ ■■■■ ■■ ■■■■■ ■■■ ■■■■ ■■■■■■ ■■ ■■■ ■■■■ ■■■ ■■■■■ ■■ ■■■■ ■■■ ■■■■■■ ■■■ ■■ ■■■■ ■■■ ■■■■ ■■ ■■■■■ ■■■ ■■■■ ■■■■■■ ■■ ■■■ ■■■■ ■■■ ■■■■■ ■■ ■■■■ ■■■ ■■■■■■ ■■■ ■■ ■■■■ ■■■ ■■■■ ■■ ■■■■■ ■■■ ■■■■ ■■■■■■ ■■ ■■■ ■■■■ ■■■ ■■■■■ ■■ ■■■■ ■■■ ■■■■■■ ■■■ ■■ ■■■■ ■■■ ■■■■ ■■ ■■■■■ ■■■ ■■■■ ■■■■■■ ■■ ■■■ ■■■■ ■■■ ■■■■■ ■■ ■■■■ ■■■ ■■■■■■ ■■■ ■■ ■■■■ ■■■ ■■■■ ■■ ■■■■■ ■■■ ■■■■ ■■■■■■ ■■ ■■■ ■■■■ ■■■ ■■■■■ ■■ ■■■■ ■■■ ■■■■■■ ■■■ ■■ ■■■■ ■■■ ■■■■ ■■ ■■■■■ ■■■ ■■■■ ■■■■■■ ■■ ■■■ ■■■■ ■■■ ■■■■■ ■■ ■■■■ ■■■ ■■■■■■ ■■■ ■■ ■■■■ ■■■ ■■■■ ■■ ■■■■■ ■■■ ■■■■ ■■■■■■ ■■ ■■■ ■■■■ ■■■ ■■■■■ ■■ ■■■■ ■■■ ■■■■■■ ■■■ ■■ ■■■■ ■■■ ■■■■ ■■ ■■■■■ ■■■ ■■■■ ■■■■■■ ■■ ■■■ ■■■■ ■■■ ■■■■■ ■■ ■■■■ ■■■ ■■■■■■ ■■■ ■■ ■■■■ ■■■ ■■■■ ■■ ■■■■■ ■■■ ■■■■ ■■■■■■ ■■ ■■■ ■■■■ ■■■ ■■■■■ ■■ ■■■■ ■■■ ■■■■■■ ■■■ ■■ ■■■■ ■■■ ■■■■ ■■ ■■■■■ ■■■ ■■■■ ■■■■■■ ■■ ■■■ ■■■■ ■■■ ■■■■■ ■■ ■■■■ ■■■ ■■■■■■ ■■■ ■■ ■■■■ ■■■ ■■■■ ■■ ■■■■■ ■■■ ■■■■ ■■■■■■ ■■ ■■■ ■■■■ ■■■ ■■■■■ ■■ ■■■■ ■■■ ■■■■■■ ■■■ ■■ ■■■■ ■■■ ■■■■ ■■ ■■■■■ ■■■ ■■■■ ■■■■■■ ■■ ■■■ ■■■■ ■■■ ■■■■■ ■■ ■■■■ ■■■ ■■■■■■ ■■■ ■■ ■■■■ ■■■ ■■■■ ■■ ■■■■■ ■■■ ■■■■ ■■■■■■ ■■ ■■■ ■■■■ ■■■ ■■■■■ ■■ ■■■■ ■■■ ■■■■■■ ■■■ ■■ ■■■■ ■■■ ■■■■ ■■ ■■■■■ ■■■ ■■■■ ■■■■■■ ■■ ■■■ ■■■■ ■■■ ■■■■■ ■■ ■■■■ ■■■ ■■■■■■ ■■■ ■■ ■■■■ ■■■ ■■■■ ■■ ■■■■■ ■■■ ■■■■ ■■■■■■ ■■ ■■■ ■■■■ ■■■ ■■■■■ ■■ ■■■■ ■■■ ■■■■■■ ■■■ ■■ ■■■■ ■■■ ■■■■ ■■ ■■■■■ ■■■ ■■■■ ■■■■■■ ■■ ■■■ ■■■■ ■■■ ■■■■■ ■■ ■■■■ ■■■ ■■■■■■ ■■■ ■■ ■■■■ ■■■ ■■■■ ■■ ■■■■■ ■■■ ■■■■ ■■■■■■ ■■ ■■■ ■■■■ ■■■ ■■■■■ ■■ ■■■■ ■■■ ■■■■■■ ■■■ ■■ ■■■■ ■■■ ■■■■ ■■ ■■■■■ ■■■ ■■■■ ■■■■■■ ■■ ■■■ ■■■■ ■■■ ■■■■■ ■■ ■■■■ ■■■ ■■■■■■ ■■■ ■■ ■■■■ [347, 246, 427, 302]
table-cell: ■■■ ■■ ■■■■ [453, 174, 477, 177]
table-header: Class [347, 147, 371, 150]
table-cell: ■■■ ■■ ■■■■ [347, 164, 371, 167]
table-cell: ■■■ ■■ ■■■■ [311, 179, 345, 182]
paragraph: ■■■ ■■■■ ■■ ■■■■■ ■■■ ■■■■ ■■■■■■ ■■ ■■■ ■■■■ ■■■ ■■■■■ ■■ ■■■■ ■■■ ■■■■■■ ■■■ ■■ ■■■■ ■■■ ■■■■ ■■ ■■■■■ ■■■ ■■■■ ■■■■■■ ■■ ■■■ ■■■■ ■■■ ■■■■■ ■■ ■■■■ ■■■ ■■■■■■ ■■■ ■■ ■■■■ ■■■ ■■■■ ■■ ■■■■■ ■■■ ■■■■ ■■■■■■ ■■ ■■■ ■■■■ ■■■ ■■■■■ ■■ ■■■■ ■■■ ■■■■■■ ■■■ ■■ ■■■■ ■■■ ■■■■ ■■ ■■■■■ ■■■ ■■■■ ■■■■■■ ■■ ■■■ ■■■■ ■■■ ■■■■■ ■■ ■■■■ ■■■ ■■■■■■ ■■■ ■■ ■■■■ ■■■ ■■■■ ■■ ■■■■■ ■■■ ■■■■ ■■■■■■ ■■ ■■■ ■■■■ ■■■ ■■■■■ ■■ ■■■■ ■■■ ■■■■■■ ■■■ ■■ ■■■■ ■■■ ■■■■ ■■ ■■■■■ ■■■ ■■■■ ■■■■■■ ■■ ■■■ ■■■■ ■■■ ■■■■■ ■■ ■■■■ ■■■ ■■■■■■ ■■■ ■■ ■■■■ ■■■ ■■■■ ■■ ■■■■■ ■■■ ■■■■ ■■■■■■ ■■ ■■■ ■■■■ ■■■ ■■■■■ ■■ ■■■■ ■■■ ■■■■■■ ■■■ ■■ ■■■■ ■■■ ■■■■ ■■ ■■■■■ ■■■ ■■■■ ■■■■■■ ■■ ■■■ ■■■■ ■■■ ■■■■■ ■■ ■■■■ ■■■ ■■■■■■ ■■■ ■■ ■■■■ ■■■ ■■■■ ■■ ■■■■■ ■■■ ■■■■ ■■■■■■ ■■ ■■■ ■■■■ ■■■ ■■■■■ ■■ ■■■■ ■■■ ■■■■■■ ■■■ ■■ ■■■■ ■■■ ■■■■ ■■ ■■■■■ ■■■ ■■■■ ■■■■■■ ■■ ■■■ ■■■■ ■■■ ■■■■■ ■■ ■■■■ ■■■ ■■■■■■ ■■■ ■■ ■■■■ ■■■ ■■■■ ■■ ■■■■■ ■■■ ■■■■ ■■■■■■ ■■ ■■■ ■■■■ ■■■ ■■■■■ ■■ ■■■■ ■■■ ■■■■■■ ■■■ ■■ ■■■■ ■■■ ■■■■ ■■ ■■■■■ ■■■ ■■■■ ■■■■■■ ■■ ■■■ ■■■■ ■■■ ■■■■■ ■■ ■■■■ ■■■ ■■■■■■ ■■■ ■■ ■■■■ [179, 273, 261, 294]
table-cell: ■■■ ■■ ■■■■ [287, 199, 311, 202]
table-cell: ■■■ ■■ ■■■■ [371, 191, 395, 194]
table-cell: ■■■ ■■ ■■■■ [476, 198, 509, 201]
table-cell: ■■■ ■■ ■■■■ [453, 184, 477, 187]
table-cell: ■■■ ■■ ■■■■ [394, 167, 427, 170]
table-cell: ■■■ ■■ ■■■■ [453, 157, 477, 160]
table-cell: ■■■ ■■ ■■■■ [347, 174, 371, 177]
table-cell: ■■■ ■■ ■■■■ [287, 186, 311, 189]
table-cell: ■■■ ■■ ■■■■ [347, 198, 371, 201]
table-cell: ■■■ ■■ ■■■■ [453, 205, 477, 208]
